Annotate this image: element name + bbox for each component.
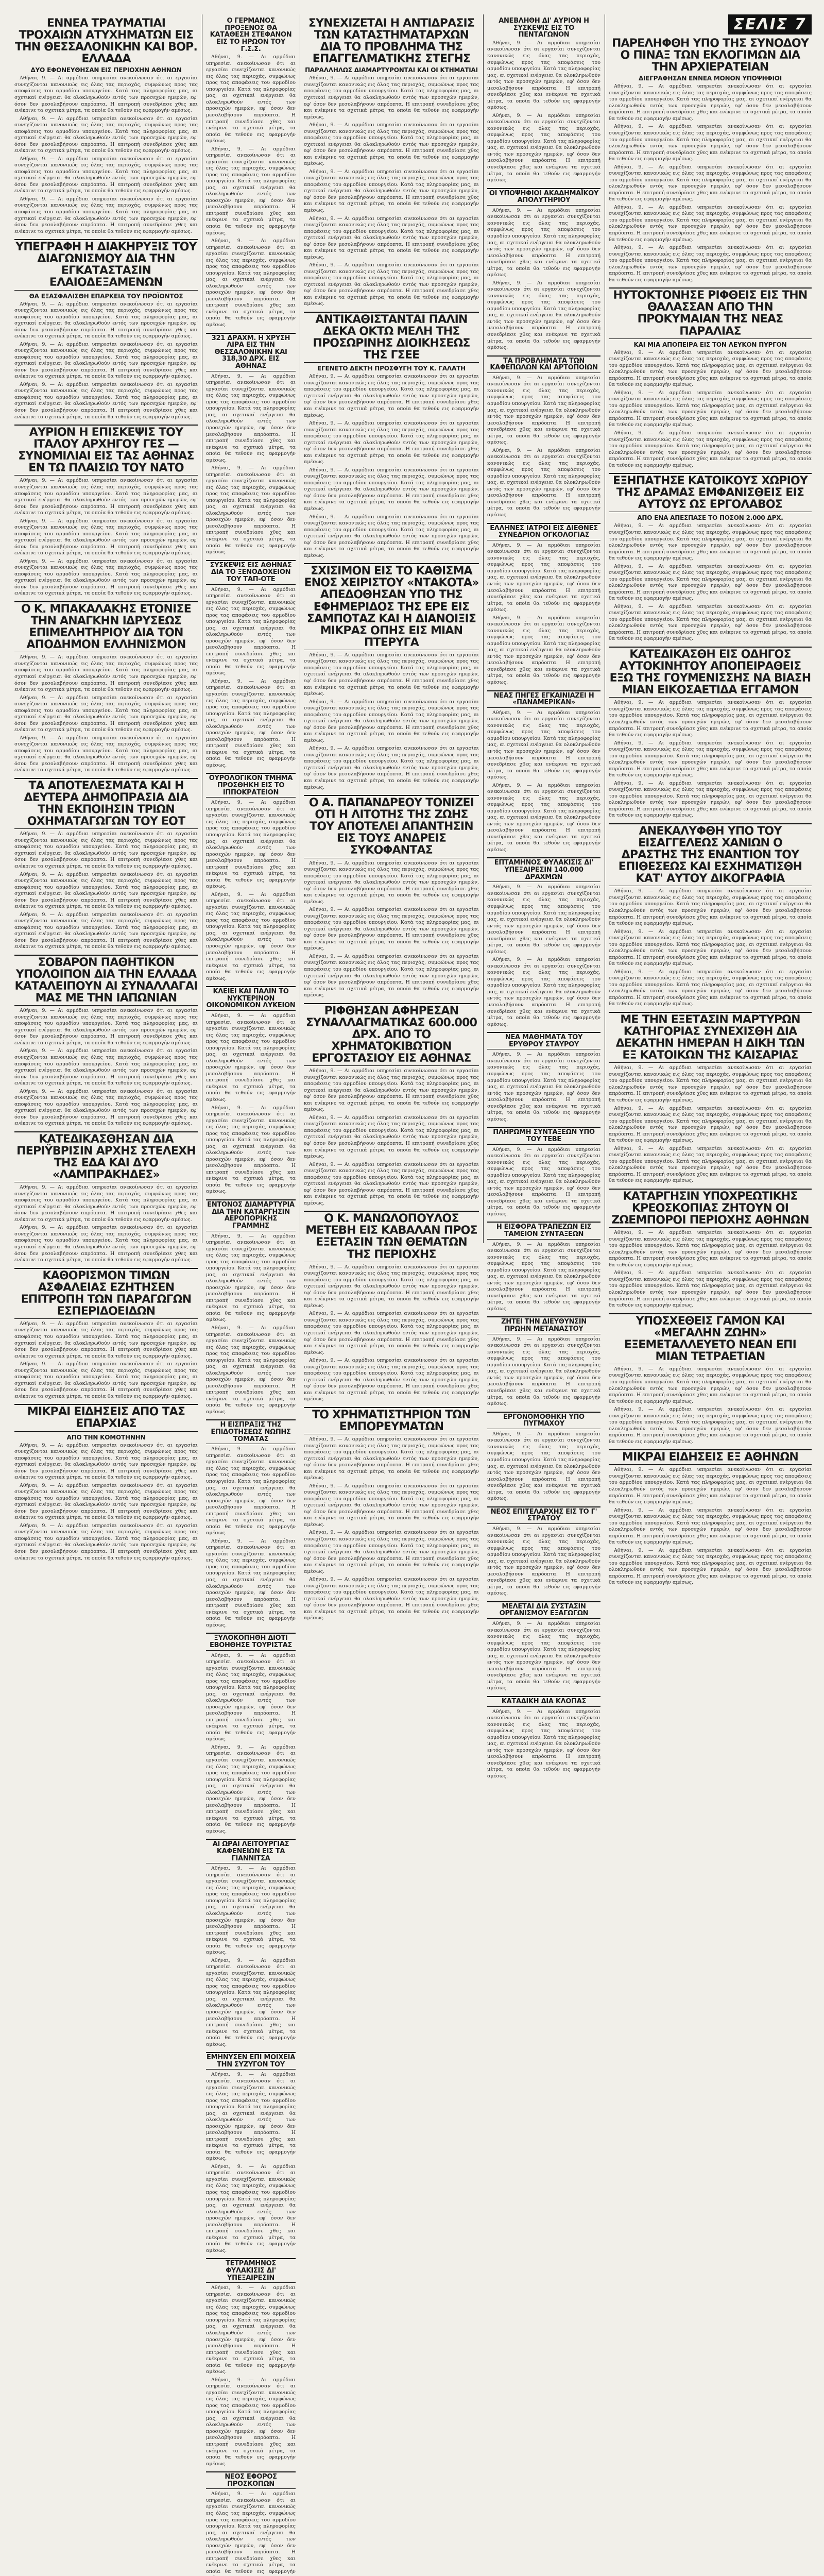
article-paragraph: Αθήναι, 9. — Αι αρμόδιαι υπηρεσίαι ανεκοίνωσαν ότι αι εργασίαι συνεχίζονται κανονικώς εις όλας τας περιοχάς, συμφώνως προς τας αποφάσεις του αρμοδίου υπουργείου. Κατά τας πληροφορίας μας, αι σχετικαί ενέργειαι θα ολοκληρωθούν εντός των προσεχών ημερών, εφ' όσον δεν μεσολαβήσουν απρόοπτα. Η επιτροπή συνεδρίασε χθες και ενέκρινε τα σχετικά μέτρα, τα οποία θα τεθούν εις εφαρμογήν αμέσως. [14,1361,198,1399]
column-3 [300,14,483,1621]
article-paragraph: Αθήναι, 9. — Αι αρμόδιαι υπηρεσίαι ανεκοίνωσαν ότι αι εργασίαι συνεχίζονται κανονικώς εις όλας τας περιοχάς, συμφώνως προς τας αποφάσεις του αρμοδίου υπουργείου. Κατά τας πληροφορίας μας, αι σχετικαί ενέργειαι θα ολοκληρωθούν εντός των προσεχών ημερών, εφ' όσον δεν μεσολαβήσουν απρόοπτα. Η επιτροπή συνεδρίασε χθες και ενέκρινε τα σχετικά μέτρα, τα οποία θα τεθούν εις εφαρμογήν αμέσως. [487,1336,600,1407]
article [206,986,296,1195]
article-headline: ΤΑ ΑΠΟΤΕΛΕΣΜΑΤΑ ΚΑΙ Η ΔΕΥΤΕΡΑ ΔΗΜΟΠΡΑΣΙΑ ΔΙΑ ΤΗΝ ΕΚΠΟΙΗΣΙΝ ΤΡΙΩΝ ΟΧΗΜΑΤΑΓΩΓΩΝ ΤΟΥ ΕΟΤ [14,778,198,829]
article-paragraph: Αθήναι, 9. — Αι αρμόδιαι υπηρεσίαι ανεκοίνωσαν ότι αι εργασίαι συνεχίζονται κανονικώς εις όλας τας περιοχάς, συμφώνως προς τας αποφάσεις του αρμοδίου υπουργείου. Κατά τας πληροφορίας μας, αι σχετικαί ενέργειαι θα ολοκληρωθούν εντός των προσεχών ημερών, εφ' όσον δεν μεσολαβήσουν απρόοπτα. Η επιτροπή συνεδρίασε χθες και ενέκρινε τα σχετικά μέτρα, τα οποία θα τεθούν εις εφαρμογήν αμέσως. [609,124,812,162]
column-5 [605,14,816,1586]
article-paragraph: Αθήναι, 9. — Αι αρμόδιαι υπηρεσίαι ανεκοίνωσαν ότι αι εργασίαι συνεχίζονται κανονικώς εις όλας τας περιοχάς, συμφώνως προς τας αποφάσεις του αρμοδίου υπουργείου. Κατά τας πληροφορίας μας, αι σχετικαί ενέργειαι θα ολοκληρωθούν εντός των προσεχών ημερών, εφ' όσον δεν μεσολαβήσουν απρόοπτα. Η επιτροπή συνεδρίασε χθες και ενέκρινε τα σχετικά μέτρα, τα οποία θα τεθούν εις εφαρμογήν αμέσως. [206,1325,296,1415]
article-body [206,2491,296,2576]
article-headline: ΑΝΤΙΚΑΘΙΣΤΑΝΤΑΙ ΠΑΛΙΝ ΔΕΚΑ ΟΚΤΩ ΜΕΛΗ ΤΗΣ ΠΡΟΣΩΡΙΝΗΣ ΔΙΟΙΚΗΣΕΩΣ ΤΗΣ ΓΣΕΕ [304,312,479,363]
article-body [14,1008,198,1127]
article-paragraph: Αθήναι, 9. — Αι αρμόδιαι υπηρεσίαι ανεκοίνωσαν ότι αι εργασίαι συνεχίζονται κανονικώς εις όλας τας περιοχάς, συμφώνως προς τας αποφάσεις του αρμοδίου υπουργείου. Κατά τας πληροφορίας μας, αι σχετικαί ενέργειαι θα ολοκληρωθούν εντός των προσεχών ημερών, εφ' όσον δεν μεσολαβήσουν απρόοπτα. Η επιτροπή συνεδρίασε χθες και ενέκρινε τα σχετικά μέτρα, τα οποία θα τεθούν εις εφαρμογήν αμέσως. [487,1146,600,1217]
article-body [609,1065,812,1184]
article-headline: Η ΕΙΣΦΟΡΑ ΤΡΑΠΕΖΩΝ ΕΙΣ ΤΑΜΕΙΟΝ ΣΥΝΤΑΞΕΩΝ [487,1222,600,1239]
article-headline: ΜΙΚΡΑΙ ΕΙΔΗΣΕΙΣ ΑΠΟ ΤΑΣ ΕΠΑΡΧΙΑΣ [14,1404,198,1431]
article-body [206,1013,296,1195]
article-paragraph: Αθήναι, 9. — Αι αρμόδιαι υπηρεσίαι ανεκοίνωσαν ότι αι εργασίαι συνεχίζονται κανονικώς εις όλας τας περιοχάς, συμφώνως προς τας αποφάσεις του αρμοδίου υπουργείου. Κατά τας πληροφορίας μας, αι σχετικαί ενέργειαι θα ολοκληρωθούν εντός των προσεχών ημερών, εφ' όσον δεν μεσολαβήσουν απρόοπτα. Η επιτροπή συνεδρίασε χθες και ενέκρινε τα σχετικά μέτρα, τα οποία θα τεθούν εις εφαρμογήν αμέσως. [14,196,198,234]
article [206,560,296,769]
article [14,955,198,1127]
article [14,778,198,951]
article-headline: ΕΛΛΗΝΕΣ ΙΑΤΡΟΙ ΕΙΣ ΔΙΕΘΝΕΣ ΣΥΝΕΔΡΙΟΝ ΟΓΚΟΛΟΓΙΑΣ [487,523,600,540]
article-paragraph: Αθήναι, 9. — Αι αρμόδιαι υπηρεσίαι ανεκοίνωσαν ότι αι εργασίαι συνεχίζονται κανονικώς εις όλας τας περιοχάς, συμφώνως προς τας αποφάσεις του αρμοδίου υπουργείου. Κατά τας πληροφορίας μας, αι σχετικαί ενέργειαι θα ολοκληρωθούν εντός των προσεχών ημερών, εφ' όσον δεν μεσολαβήσουν απρόοπτα. Η επιτροπή συνεδρίασε χθες και ενέκρινε τα σχετικά μέτρα, τα οποία θα τεθούν εις εφαρμογήν αμέσως. [206,465,296,555]
article-paragraph: Αθήναι, 9. — Αι αρμόδιαι υπηρεσίαι ανεκοίνωσαν ότι αι εργασίαι συνεχίζονται κανονικώς εις όλας τας περιοχάς, συμφώνως προς τας αποφάσεις του αρμοδίου υπουργείου. Κατά τας πληροφορίας μας, αι σχετικαί ενέργειαι θα ολοκληρωθούν εντός των προσεχών ημερών, εφ' όσον δεν μεσολαβήσουν απρόοπτα. Η επιτροπή συνεδρίασε χθες και ενέκρινε τα σχετικά μέτρα, τα οποία θα τεθούν εις εφαρμογήν αμέσως. [206,1866,296,1956]
article [487,188,600,351]
article-paragraph: Αθήναι, 9. — Αι αρμόδιαι υπηρεσίαι ανεκοίνωσαν ότι αι εργασίαι συνεχίζονται κανονικώς εις όλας τας περιοχάς, συμφώνως προς τας αποφάσεις του αρμοδίου υπουργείου. Κατά τας πληροφορίας μας, αι σχετικαί ενέργειαι θα ολοκληρωθούν εντός των προσεχών ημερών, εφ' όσον δεν μεσολαβήσουν απρόοπτα. Η επιτροπή συνεδρίασε χθες και ενέκρινε τα σχετικά μέτρα, τα οποία θα τεθούν εις εφαρμογήν αμέσως. [609,740,812,778]
article-body [14,1184,198,1263]
article-paragraph: Αθήναι, 9. — Αι αρμόδιαι υπηρεσίαι ανεκοίνωσαν ότι αι εργασίαι συνεχίζονται κανονικώς εις όλας τας περιοχάς, συμφώνως προς τας αποφάσεις του αρμοδίου υπουργείου. Κατά τας πληροφορίας μας, αι σχετικαί ενέργειαι θα ολοκληρωθούν εντός των προσεχών ημερών, εφ' όσον δεν μεσολαβήσουν απρόοπτα. Η επιτροπή συνεδρίασε χθες και ενέκρινε τα σχετικά μέτρα, τα οποία θα τεθούν εις εφαρμογήν αμέσως. [487,280,600,351]
article-paragraph: Αθήναι, 9. — Αι αρμόδιαι υπηρεσίαι ανεκοίνωσαν ότι αι εργασίαι συνεχίζονται κανονικώς εις όλας τας περιοχάς, συμφώνως προς τας αποφάσεις του αρμοδίου υπουργείου. Κατά τας πληροφορίας μας, αι σχετικαί ενέργειαι θα ολοκληρωθούν εντός των προσεχών ημερών, εφ' όσον δεν μεσολαβήσουν απρόοπτα. Η επιτροπή συνεδρίασε χθες και ενέκρινε τα σχετικά μέτρα, τα οποία θα τεθούν εις εφαρμογήν αμέσως. [206,2285,296,2375]
article [206,2052,296,2254]
article-paragraph: Αθήναι, 9. — Αι αρμόδιαι υπηρεσίαι ανεκοίνωσαν ότι αι εργασίαι συνεχίζονται κανονικώς εις όλας τας περιοχάς, συμφώνως προς τας αποφάσεις του αρμοδίου υπουργείου. Κατά τας πληροφορίας μας, αι σχετικαί ενέργειαι θα ολοκληρωθούν εντός των προσεχών ημερών, εφ' όσον δεν μεσολαβήσουν απρόοπτα. Η επιτροπή συνεδρίασε χθες και ενέκρινε τα σχετικά μέτρα, τα οποία θα τεθούν εις εφαρμογήν αμέσως. [14,341,198,380]
article-headline: ΑΙ ΩΡΑΙ ΛΕΙΤΟΥΡΓΙΑΣ ΚΑΦΕΝΕΙΩΝ ΕΙΣ ΤΑ ΓΙΑΝΝΙΤΣΑ [206,1839,296,1863]
article-body [487,710,600,854]
article [304,18,479,308]
article-headline: ΑΝΕΚΑΛΥΦΘΗ ΥΠΟ ΤΟΥ ΕΙΣΑΓΓΕΛΕΩΣ ΧΑΝΙΩΝ Ο ΔΡΑΣΤΗΣ ΤΗΣ ΕΝΑΝΤΙΟΝ ΤΟΥ ΕΠΙΘΕΣΕΩΣ ΚΑΙ ΕΣΧΗΜΑΤΙΣΘΗ ΚΑΤ' ΑΥΤΟΥ ΔΙΚΟΓΡΑΦΙΑ [609,823,812,886]
article-paragraph: Αθήναι, 9. — Αι αρμόδιαι υπηρεσίαι ανεκοίνωσαν ότι αι εργασίαι συνεχίζονται κανονικώς εις όλας τας περιοχάς, συμφώνως προς τας αποφάσεις του αρμοδίου υπουργείου. Κατά τας πληροφορίας μας, αι σχετικαί ενέργειαι θα ολοκληρωθούν εντός των προσεχών ημερών, εφ' όσον δεν μεσολαβήσουν απρόοπτα. Η επιτροπή συνεδρίασε χθες και ενέκρινε τα σχετικά μέτρα, τα οποία θα τεθούν εις εφαρμογήν αμέσως. [304,1068,479,1113]
article-paragraph: Αθήναι, 9. — Αι αρμόδιαι υπηρεσίαι ανεκοίνωσαν ότι αι εργασίαι συνεχίζονται κανονικώς εις όλας τας περιοχάς, συμφώνως προς τας αποφάσεις του αρμοδίου υπουργείου. Κατά τας πληροφορίας μας, αι σχετικαί ενέργειαι θα ολοκληρωθούν εντός των προσεχών ημερών, εφ' όσον δεν μεσολαβήσουν απρόοπτα. Η επιτροπή συνεδρίασε χθες και ενέκρινε τα σχετικά μέτρα, τα οποία θα τεθούν εις εφαρμογήν αμέσως. [609,780,812,819]
article [487,1696,600,1780]
article-body [487,40,600,184]
article [206,773,296,982]
article [609,647,812,819]
article [304,1211,479,1403]
article [206,2258,296,2467]
article-paragraph: Αθήναι, 9. — Αι αρμόδιαι υπηρεσίαι ανεκοίνωσαν ότι αι εργασίαι συνεχίζονται κανονικώς εις όλας τας περιοχάς, συμφώνως προς τας αποφάσεις του αρμοδίου υπουργείου. Κατά τας πληροφορίας μας, αι σχετικαί ενέργειαι θα ολοκληρωθούν εντός των προσεχών ημερών, εφ' όσον δεν μεσολαβήσουν απρόοπτα. Η επιτροπή συνεδρίασε χθες και ενέκρινε τα σχετικά μέτρα, τα οποία θα τεθούν εις εφαρμογήν αμέσως. [304,1358,479,1402]
column-2 [202,14,300,2574]
article-body [206,587,296,769]
article-paragraph: Αθήναι, 9. — Αι αρμόδιαι υπηρεσίαι ανεκοίνωσαν ότι αι εργασίαι συνεχίζονται κανονικώς εις όλας τας περιοχάς, συμφώνως προς τας αποφάσεις του αρμοδίου υπουργείου. Κατά τας πληροφορίας μας, αι σχετικαί ενέργειαι θα ολοκληρωθούν εντός των προσεχών ημερών, εφ' όσον δεν μεσολαβήσουν απρόοπτα. Η επιτροπή συνεδρίασε χθες και ενέκρινε τα σχετικά μέτρα, τα οποία θα τεθούν εις εφαρμογήν αμέσως. [487,40,600,111]
article-body [304,1436,479,1622]
article-headline: ΚΑΘΟΡΙΣΜΟΝ ΤΙΜΩΝ ΑΣΦΑΛΕΙΑΣ ΕΖΗΤΗΣΕΝ ΕΠΙΤΡΟΠΗ ΤΩΝ ΠΑΡΑΓΩΓΩΝ ΕΣΠΕΡΙΔΟΕΙΔΩΝ [14,1268,198,1319]
article-headline: ΤΟ ΧΡΗΜΑΤΙΣΤΗΡΙΟΝ ΤΩΝ ΕΜΠΟΡΕΥΜΑΤΩΝ [304,1407,479,1434]
article-paragraph: Αθήναι, 9. — Αι αρμόδιαι υπηρεσίαι ανεκοίνωσαν ότι αι εργασίαι συνεχίζονται κανονικώς εις όλας τας περιοχάς, συμφώνως προς τας αποφάσεις του αρμοδίου υπουργείου. Κατά τας πληροφορίας μας, αι σχετικαί ενέργειαι θα ολοκληρωθούν εντός των προσεχών ημερών, εφ' όσον δεν μεσολαβήσουν απρόοπτα. Η επιτροπή συνεδρίασε χθες και ενέκρινε τα σχετικά μέτρα, τα οποία θα τεθούν εις εφαρμογήν αμέσως. [487,1431,600,1502]
article-paragraph: Αθήναι, 9. — Αι αρμόδιαι υπηρεσίαι ανεκοίνωσαν ότι αι εργασίαι συνεχίζονται κανονικώς εις όλας τας περιοχάς, συμφώνως προς τας αποφάσεις του αρμοδίου υπουργείου. Κατά τας πληροφορίας μας, αι σχετικαί ενέργειαι θα ολοκληρωθούν εντός των προσεχών ημερών, εφ' όσον δεν μεσολαβήσουν απρόοπτα. Η επιτροπή συνεδρίασε χθες και ενέκρινε τα σχετικά μέτρα, τα οποία θα τεθούν εις εφαρμογήν αμέσως. [487,112,600,183]
article-paragraph: Αθήναι, 9. — Αι αρμόδιαι υπηρεσίαι ανεκοίνωσαν ότι αι εργασίαι συνεχίζονται κανονικώς εις όλας τας περιοχάς, συμφώνως προς τας αποφάσεις του αρμοδίου υπουργείου. Κατά τας πληροφορίας μας, αι σχετικαί ενέργειαι θα ολοκληρωθούν εντός των προσεχών ημερών, εφ' όσον δεν μεσολαβήσουν απρόοπτα. Η επιτροπή συνεδρίασε χθες και ενέκρινε τα σχετικά μέτρα, τα οποία θα τεθούν εις εφαρμογήν [206,2491,296,2574]
article-paragraph: Αθήναι, 9. — Αι αρμόδιαι υπηρεσίαι ανεκοίνωσαν ότι αι εργασίαι συνεχίζονται κανονικώς εις όλας τας περιοχάς, συμφώνως προς τας αποφάσεις του αρμοδίου υπουργείου. Κατά τας πληροφορίας μας, αι σχετικαί ενέργειαι θα ολοκληρωθούν εντός των προσεχών ημερών, εφ' όσον δεν μεσολαβήσουν απρόοπτα. Η επιτροπή συνεδρίασε χθες και ενέκρινε τα σχετικά μέτρα, τα οποία θα τεθούν εις εφαρμογήν αμέσως. [14,735,198,773]
article [487,1316,600,1407]
article [14,239,198,420]
article [487,857,600,1028]
article [609,1189,812,1309]
article-paragraph: Αθήναι, 9. — Αι αρμόδιαι υπηρεσίαι ανεκοίνωσαν ότι αι εργασίαι συνεχίζονται κανονικώς εις όλας τας περιοχάς, συμφώνως προς τας αποφάσεις του αρμοδίου υπουργείου. Κατά τας πληροφορίας μας, αι σχετικαί ενέργειαι θα ολοκληρωθούν εντός των προσεχών ημερών, εφ' όσον δεν μεσολαβήσουν απρόοπτα. Η επιτροπή συνεδρίασε χθες και ενέκρινε τα σχετικά μέτρα, τα οποία θα τεθούν εις εφαρμογήν αμέσως. [14,694,198,733]
article-headline: ΕΝΤΟΝΟΣ ΔΙΑΜΑΡΤΥΡΙΑ ΔΙΑ ΤΗΝ ΚΑΤΑΡΓΗΣΙΝ ΑΕΡΟΠΟΡΙΚΗΣ ΓΡΑΜΜΗΣ [206,1199,296,1231]
article-body [206,374,296,556]
article [206,18,296,329]
article [487,1032,600,1123]
article-paragraph: Αθήναι, 9. — Αι αρμόδιαι υπηρεσίαι ανεκοίνωσαν ότι αι εργασίαι συνεχίζονται κανονικώς εις όλας τας περιοχάς, συμφώνως προς τας αποφάσεις του αρμοδίου υπουργείου. Κατά τας πληροφορίας μας, αι σχετικαί ενέργειαι θα ολοκληρωθούν εντός των προσεχών ημερών, εφ' όσον δεν μεσολαβήσουν απρόοπτα. Η επιτροπή συνεδρίασε χθες και ενέκρινε τα σχετικά μέτρα, τα οποία θα τεθούν εις εφαρμογήν αμέσως. [609,969,812,1007]
article-paragraph: Αθήναι, 9. — Αι αρμόδιαι υπηρεσίαι ανεκοίνωσαν ότι αι εργασίαι συνεχίζονται κανονικώς εις όλας τας περιοχάς, συμφώνως προς τας αποφάσεις του αρμοδίου υπουργείου. Κατά τας πληροφορίας μας, αι σχετικαί ενέργειαι θα ολοκληρωθούν εντός των προσεχών ημερών, εφ' όσον δεν μεσολαβήσουν απρόοπτα. Η επιτροπή συνεδρίασε χθες και ενέκρινε τα σχετικά μέτρα, τα οποία θα τεθούν εις εφαρμογήν αμέσως. [487,542,600,613]
article-paragraph: Αθήναι, 9. — Αι αρμόδιαι υπηρεσίαι ανεκοίνωσαν ότι αι εργασίαι συνεχίζονται κανονικώς εις όλας τας περιοχάς, συμφώνως προς τας αποφάσεις του αρμοδίου υπουργείου. Κατά τας πληροφορίας μας, αι σχετικαί ενέργειαι θα ολοκληρωθούν εντός των προσεχών ημερών, εφ' όσον δεν μεσολαβήσουν απρόοπτα. Η επιτροπή συνεδρίασε χθες και ενέκρινε τα σχετικά μέτρα, τα οποία θα τεθούν εις εφαρμογήν αμέσως. [609,1105,812,1144]
article-paragraph: Αθήναι, 9. — Αι αρμόδιαι υπηρεσίαι ανεκοίνωσαν ότι αι εργασίαι συνεχίζονται κανονικώς εις όλας τας περιοχάς, συμφώνως προς τας αποφάσεις του αρμοδίου υπουργείου. Κατά τας πληροφορίας μας, αι σχετικαί ενέργειαι θα ολοκληρωθούν εντός των προσεχών ημερών, εφ' όσον δεν μεσολαβήσουν απρόοπτα. Η επιτροπή συνεδρίασε χθες και ενέκρινε τα σχετικά μέτρα, τα οποία θα τεθούν εις εφαρμογήν αμέσως. [487,615,600,685]
article-paragraph: Αθήναι, 9. — Αι αρμόδιαι υπηρεσίαι ανεκοίνωσαν ότι αι εργασίαι συνεχίζονται κανονικώς εις όλας τας περιοχάς, συμφώνως προς τας αποφάσεις του αρμοδίου υπουργείου. Κατά τας πληροφορίας μας, αι σχετικαί ενέργειαι θα ολοκληρωθούν εντός των προσεχών ημερών, εφ' όσον δεν μεσολαβήσουν απρόοπτα. Η επιτροπή συνεδρίασε χθες και ενέκρινε τα σχετικά μέτρα, τα οποία θα τεθούν εις εφαρμογήν αμέσως. [304,699,479,743]
article-body [609,888,812,1008]
article-body [206,800,296,982]
article-paragraph: Αθήναι, 9. — Αι αρμόδιαι υπηρεσίαι ανεκοίνωσαν ότι αι εργασίαι συνεχίζονται κανονικώς εις όλας τας περιοχάς, συμφώνως προς τας αποφάσεις του αρμοδίου υπουργείου. Κατά τας πληροφορίας μας, αι σχετικαί ενέργειαι θα ολοκληρωθούν εντός των προσεχών ημερών, εφ' όσον δεν μεσολαβήσουν απρόοπτα. Η επιτροπή συνεδρίασε χθες και ενέκρινε τα σχετικά μέτρα, τα οποία θα τεθούν εις εφαρμογήν αμέσως. [487,375,600,446]
article-paragraph: Αθήναι, 9. — Αι αρμόδιαι υπηρεσίαι ανεκοίνωσαν ότι αι εργασίαι συνεχίζονται κανονικώς εις όλας τας περιοχάς, συμφώνως προς τας αποφάσεις του αρμοδίου υπουργείου. Κατά τας πληροφορίας μας, αι σχετικαί ενέργειαι θα ολοκληρωθούν εντός των προσεχών ημερών, εφ' όσον δεν μεσολαβήσουν απρόοπτα. Η επιτροπή συνεδρίασε χθες και ενέκρινε τα σχετικά μέτρα, τα οποία θα τεθούν εις εφαρμογήν αμέσως. [609,430,812,468]
article [206,1839,296,2048]
article-headline: ΗΥΤΟΚΤΟΝΗΣΕ ΡΙΦΘΕΙΣ ΕΙΣ ΤΗΝ ΘΑΛΑΣΣΑΝ ΑΠΟ ΤΗΝ ΠΡΟΚΥΜΑΙΑΝ ΤΗΣ ΝΕΑΣ ΠΑΡΑΛΙΑΣ [609,287,812,338]
article [14,1131,198,1264]
article-body [14,1321,198,1400]
article-paragraph: Αθήναι, 9. — Αι αρμόδιαι υπηρεσίαι ανεκοίνωσαν ότι αι εργασίαι συνεχίζονται κανονικώς εις όλας τας περιοχάς, συμφώνως προς τας αποφάσεις του αρμοδίου υπουργείου. Κατά τας πληροφορίας μας, αι σχετικαί ενέργειαι θα ολοκληρωθούν εντός των προσεχών ημερών, εφ' όσον δεν μεσολαβήσουν απρόοπτα. Η επιτροπή συνεδρίασε χθες και ενέκρινε τα σχετικά μέτρα, τα οποία θα τεθούν εις εφαρμογήν αμέσως. [487,957,600,1027]
article-paragraph: Αθήναι, 9. — Αι αρμόδιαι υπηρεσίαι ανεκοίνωσαν ότι αι εργασίαι συνεχίζονται κανονικώς εις όλας τας περιοχάς, συμφώνως προς τας αποφάσεις του αρμοδίου υπουργείου. Κατά τας πληροφορίας μας, αι σχετικαί ενέργειαι θα ολοκληρωθούν εντός των προσεχών ημερών, εφ' όσον δεν μεσολαβήσουν απρόοπτα. Η επιτροπή συνεδρίασε χθες και ενέκρινε τα σχετικά μέτρα, τα οποία θα τεθούν εις εφαρμογήν αμέσως. [609,204,812,243]
article-body [14,478,198,597]
article-paragraph: Αθήναι, 9. — Αι αρμόδιαι υπηρεσίαι ανεκοίνωσαν ότι αι εργασίαι συνεχίζονται κανονικώς εις όλας τας περιοχάς, συμφώνως προς τας αποφάσεις του αρμοδίου υπουργείου. Κατά τας πληροφορίας μας, αι σχετικαί ενέργειαι θα ολοκληρωθούν εντός των προσεχών ημερών, εφ' όσον δεν μεσολαβήσουν απρόοπτα. Η επιτροπή συνεδρίασε χθες και ενέκρινε τα σχετικά μέτρα, τα οποία θα τεθούν εις εφαρμογήν αμέσως. [609,1270,812,1309]
article-body [14,301,198,421]
article-paragraph: Αθήναι, 9. — Αι αρμόδιαι υπηρεσίαι ανεκοίνωσαν ότι αι εργασίαι συνεχίζονται κανονικώς εις όλας τας περιοχάς, συμφώνως προς τας αποφάσεις του αρμοδίου υπουργείου. Κατά τας πληροφορίας μας, αι σχετικαί ενέργειαι θα ολοκληρωθούν εντός των προσεχών ημερών, εφ' όσον δεν μεσολαβήσουν απρόοπτα. Η επιτροπή συνεδρίασε χθες και ενέκρινε τα σχετικά μέτρα, τα οποία θα τεθούν εις εφαρμογήν αμέσως. [14,871,198,910]
article-headline: ΣΧΙΣΙΜΟΝ ΕΙΣ ΤΟ ΚΑΘΙΣΜΑ ΕΝΟΣ ΧΕΙΡΙΣΤΟΥ «ΝΤΑΚΟΤΑ» ΑΠΕΔΟΘΗΣΑΝ ΥΠΟ ΤΗΣ ΕΦΗΜΕΡΙΔΟΣ ΤΗΣ ΕΡΕ ΕΙΣ ΣΑΜΠΟΤΑΖ ΚΑΙ Η ΔΙΑΝΟΙΞΙΣ ΜΙΚΡΑΣ ΟΠΗΣ ΕΙΣ ΜΙΑΝ ΠΤΕΡΥΓΑ [304,563,479,650]
article-headline: ΣΟΒΑΡΟΝ ΠΑΘΗΤΙΚΟΝ ΥΠΟΛΟΙΠΟΝ ΔΙΑ ΤΗΝ ΕΛΛΑΔΑ ΚΑΤΑΛΕΙΠΟΥΝ ΑΙ ΣΥΝΑΛΛΑΓΑΙ ΜΑΣ ΜΕ ΤΗΝ ΙΑΠΩΝΙΑΝ [14,955,198,1006]
article-paragraph: Αθήναι, 9. — Αι αρμόδιαι υπηρεσίαι ανεκοίνωσαν ότι αι εργασίαι συνεχίζονται κανονικώς εις όλας τας περιοχάς, συμφώνως προς τας αποφάσεις του αρμοδίου υπουργείου. Κατά τας πληροφορίας μας, αι σχετικαί ενέργειαι θα ολοκληρωθούν εντός των προσεχών ημερών, εφ' όσον δεν μεσολαβήσουν απρόοπτα. Η επιτροπή συνεδρίασε χθες και ενέκρινε τα σχετικά μέτρα, τα οποία θα τεθούν εις εφαρμογήν αμέσως. [14,1522,198,1561]
article-paragraph: Αθήναι, 9. — Αι αρμόδιαι υπηρεσίαι ανεκοίνωσαν ότι αι εργασίαι συνεχίζονται κανονικώς εις όλας τας περιοχάς, συμφώνως προς τας αποφάσεις του αρμοδίου υπουργείου. Κατά τας πληροφορίας μας, αι σχετικαί ενέργειαι θα ολοκληρωθούν εντός των προσεχών ημερών, εφ' όσον δεν μεσολαβήσουν απρόοπτα. Η επιτροπή συνεδρίασε χθες και ενέκρινε τα σχετικά μέτρα, τα οποία θα τεθούν εις εφαρμογήν αμέσως. [14,831,198,869]
article [14,1268,198,1400]
article-paragraph: Αθήναι, 9. — Αι αρμόδιαι υπηρεσίαι ανεκοίνωσαν ότι αι εργασίαι συνεχίζονται κανονικώς εις όλας τας περιοχάς, συμφώνως προς τας αποφάσεις του αρμοδίου υπουργείου. Κατά τας πληροφορίας μας, αι σχετικαί ενέργειαι θα ολοκληρωθούν εντός των προσεχών ημερών, εφ' όσον δεν μεσολαβήσουν απρόοπτα. Η επιτροπή συνεδρίασε χθες και ενέκρινε τα σχετικά μέτρα, τα οποία θα τεθούν εις εφαρμογήν αμέσως. [14,1088,198,1127]
article-subheadline: ΚΑΙ ΜΙΑ ΑΠΟΠΕΙΡΑ ΕΙΣ ΤΟΝ ΛΕΥΚΟΝ ΠΥΡΓΟΝ [633,341,787,348]
article-paragraph: Αθήναι, 9. — Αι αρμόδιαι υπηρεσίαι ανεκοίνωσαν ότι αι εργασίαι συνεχίζονται κανονικώς εις όλας τας περιοχάς, συμφώνως προς τας αποφάσεις του αρμοδίου υπουργείου. Κατά τας πληροφορίας μας, αι σχετικαί ενέργειαι θα ολοκληρωθούν εντός των προσεχών ημερών, εφ' όσον δεν μεσολαβήσουν απρόοπτα. Η επιτροπή συνεδρίασε χθες και ενέκρινε τα σχετικά μέτρα, τα οποία θα τεθούν εις εφαρμογήν αμέσως. [304,122,479,167]
article-paragraph: Αθήναι, 9. — Αι αρμόδιαι υπηρεσίαι ανεκοίνωσαν ότι αι εργασίαι συνεχίζονται κανονικώς εις όλας τας περιοχάς, συμφώνως προς τας αποφάσεις του αρμοδίου υπουργείου. Κατά τας πληροφορίας μας, αι σχετικαί ενέργειαι θα ολοκληρωθούν εντός των προσεχών ημερών, εφ' όσον δεν μεσολαβήσουν απρόοπτα. Η επιτροπή συνεδρίασε χθες και ενέκρινε τα σχετικά μέτρα, τα οποία θα τεθούν εις εφαρμογήν αμέσως. [206,1105,296,1195]
article-body [206,54,296,328]
article-paragraph: Αθήναι, 9. — Αι αρμόδιαι υπηρεσίαι ανεκοίνωσαν ότι αι εργασίαι συνεχίζονται κανονικώς εις όλας τας περιοχάς, συμφώνως προς τας αποφάσεις του αρμοδίου υπουργείου. Κατά τας πληροφορίας μας, αι σχετικαί ενέργειαι θα ολοκληρωθούν εντός των προσεχών ημερών, εφ' όσον δεν μεσολαβήσουν απρόοπτα. Η επιτροπή συνεδρίασε χθες και ενέκρινε τα σχετικά μέτρα, τα οποία θα τεθούν εις εφαρμογήν αμέσως. [304,745,479,790]
article-body [487,1431,600,1502]
article-body [304,1264,479,1403]
article-paragraph: Αθήναι, 9. — Αι αρμόδιαι υπηρεσίαι ανεκοίνωσαν ότι αι εργασίαι συνεχίζονται κανονικώς εις όλας τας περιοχάς, συμφώνως προς τας αποφάσεις του αρμοδίου υπουργείου. Κατά τας πληροφορίας μας, αι σχετικαί ενέργειαι θα ολοκληρωθούν εντός των προσεχών ημερών, εφ' όσον δεν μεσολαβήσουν απρόοπτα. Η επιτροπή συνεδρίασε χθες και ενέκρινε τα σχετικά μέτρα, τα οποία θα τεθούν εις εφαρμογήν αμέσως. [304,1483,479,1528]
article-headline: ΝΕΟΣ ΕΦΟΡΟΣ ΠΡΟΣΚΟΠΩΝ [206,2471,296,2489]
article-paragraph: Αθήναι, 9. — Αι αρμόδιαι υπηρεσίαι ανεκοίνωσαν ότι αι εργασίαι συνεχίζονται κανονικώς εις όλας τας περιοχάς, συμφώνως προς τας αποφάσεις του αρμοδίου υπουργείου. Κατά τας πληροφορίας μας, αι σχετικαί ενέργειαι θα ολοκληρωθούν εντός των προσεχών ημερών, εφ' όσον δεν μεσολαβήσουν απρόοπτα. Η επιτροπή συνεδρίασε χθες και ενέκρινε τα σχετικά μέτρα, τα οποία θα τεθούν εις εφαρμογήν αμέσως. [206,586,296,676]
article-paragraph: Αθήναι, 9. — Αι αρμόδιαι υπηρεσίαι ανεκοίνωσαν ότι αι εργασίαι συνεχίζονται κανονικώς εις όλας τας περιοχάς, συμφώνως προς τας αποφάσεις του αρμοδίου υπουργείου. Κατά τας πληροφορίας μας, αι σχετικαί ενέργειαι θα ολοκληρωθούν εντός των προσεχών ημερών, εφ' όσον δεν μεσολαβήσουν απρόοπτα. Η επιτροπή συνεδρίασε χθες και ενέκρινε τα σχετικά μέτρα, τα οποία θα τεθούν εις εφαρμογήν αμέσως. [609,928,812,967]
article-paragraph: Αθήναι, 9. — Αι αρμόδιαι υπηρεσίαι ανεκοίνωσαν ότι αι εργασίαι συνεχίζονται κανονικώς εις όλας τας περιοχάς, συμφώνως προς τας αποφάσεις του αρμοδίου υπουργείου. Κατά τας πληροφορίας μας, αι σχετικαί ενέργειαι θα ολοκληρωθούν εντός των προσεχών ημερών, εφ' όσον δεν μεσολαβήσουν απρόοπτα. Η επιτροπή συνεδρίασε χθες και ενέκρινε τα σχετικά μέτρα, τα οποία θα τεθούν εις εφαρμογήν αμέσως. [487,1052,600,1122]
article-body [206,1866,296,2048]
article-headline: ΣΥΝΕΧΙΖΕΤΑΙ Η ΑΝΤΙΔΡΑΣΙΣ ΤΩΝ ΚΑΤΑΣΤΗΜΑΤΑΡΧΩΝ ΔΙΑ ΤΟ ΠΡΟΒΛΗΜΑ ΤΗΣ ΕΠΑΓΓΕΛΜΑΤΙΚΗΣ ΣΤΕΓΗΣ [308,17,475,66]
article-paragraph: Αθήναι, 9. — Αι αρμόδιαι υπηρεσίαι ανεκοίνωσαν ότι αι εργασίαι συνεχίζονται κανονικώς εις όλας τας περιοχάς, συμφώνως προς τας αποφάσεις του αρμοδίου υπουργείου. Κατά τας πληροφορίας μας, αι σχετικαί ενέργειαι θα ολοκληρωθούν εντός των προσεχών ημερών, εφ' όσον δεν μεσολαβήσουν απρόοπτα. Η επιτροπή συνεδρίασε χθες και ενέκρινε τα σχετικά μέτρα, τα οποία θα τεθούν εις εφαρμογήν αμέσως. [304,215,479,260]
article [206,1633,296,1835]
article-paragraph: Αθήναι, 9. — Αι αρμόδιαι υπηρεσίαι ανεκοίνωσαν ότι αι εργασίαι συνεχίζονται κανονικώς εις όλας τας περιοχάς, συμφώνως προς τας αποφάσεις του αρμοδίου υπουργείου. Κατά τας πληροφορίας μας, αι σχετικαί ενέργειαι θα ολοκληρωθούν εντός των προσεχών ημερών, εφ' όσον δεν μεσολαβήσουν απρόοπτα. Η επιτροπή συνεδρίασε χθες και ενέκρινε τα σχετικά μέτρα, τα οποία θα τεθούν εις εφαρμογήν αμέσως. [304,75,479,120]
article-paragraph: Αθήναι, 9. — Αι αρμόδιαι υπηρεσίαι ανεκοίνωσαν ότι αι εργασίαι συνεχίζονται κανονικώς εις όλας τας περιοχάς, συμφώνως προς τας αποφάσεις του αρμοδίου υπουργείου. Κατά τας πληροφορίας μας, αι σχετικαί ενέργειαι θα ολοκληρωθούν εντός των προσεχών ημερών, εφ' όσον δεν μεσολαβήσουν απρόοπτα. Η επιτροπή συνεδρίασε χθες και ενέκρινε τα σχετικά μέτρα, τα οποία θα τεθούν εις εφαρμογήν αμέσως. [206,1013,296,1103]
article-paragraph: Αθήναι, 9. — Αι αρμόδιαι υπηρεσίαι ανεκοίνωσαν ότι αι εργασίαι συνεχίζονται κανονικώς εις όλας τας περιοχάς, συμφώνως προς τας αποφάσεις του αρμοδίου υπουργείου. Κατά τας πληροφορίας μας, αι σχετικαί ενέργειαι θα ολοκληρωθούν εντός των προσεχών ημερών, εφ' όσον δεν μεσολαβήσουν απρόοπτα. Η επιτροπή συνεδρίασε χθες και ενέκρινε τα σχετικά μέτρα, τα οποία θα τεθούν εις εφαρμογήν αμέσως. [14,1225,198,1263]
article-body [487,884,600,1028]
article-paragraph: Αθήναι, 9. — Αι αρμόδιαι υπηρεσίαι ανεκοίνωσαν ότι αι εργασίαι συνεχίζονται κανονικώς εις όλας τας περιοχάς, συμφώνως προς τας αποφάσεις του αρμοδίου υπουργείου. Κατά τας πληροφορίας μας, αι σχετικαί ενέργειαι θα ολοκληρωθούν εντός των προσεχών ημερών, εφ' όσον δεν μεσολαβήσουν απρόοπτα. Η επιτροπή συνεδρίασε χθες και ενέκρινε τα σχετικά μέτρα, τα οποία θα τεθούν εις εφαρμογήν αμέσως. [206,2072,296,2162]
article-paragraph: Αθήναι, 9. — Αι αρμόδιαι υπηρεσίαι ανεκοίνωσαν ότι αι εργασίαι συνεχίζονται κανονικώς εις όλας τας περιοχάς, συμφώνως προς τας αποφάσεις του αρμοδίου υπουργείου. Κατά τας πληροφορίας μας, αι σχετικαί ενέργειαι θα ολοκληρωθούν εντός των προσεχών ημερών, εφ' όσον δεν μεσολαβήσουν απρόοπτα. Η επιτροπή συνεδρίασε χθες και ενέκρινε τα σχετικά μέτρα, τα οποία θα τεθούν εις εφαρμογήν αμέσως. [206,1446,296,1536]
article-body [609,1467,812,1586]
article-paragraph: Αθήναι, 9. — Αι αρμόδιαι υπηρεσίαι ανεκοίνωσαν ότι αι εργασίαι συνεχίζονται κανονικώς εις όλας τας περιοχάς, συμφώνως προς τας αποφάσεις του αρμοδίου υπουργείου. Κατά τας πληροφορίας μας, αι σχετικαί ενέργειαι θα ολοκληρωθούν εντός των προσεχών ημερών, εφ' όσον δεν μεσολαβήσουν απρόοπτα. Η επιτροπή συνεδρίασε χθες και ενέκρινε τα σχετικά μέτρα, τα οποία θα τεθούν εις εφαρμογήν αμέσως. [14,558,198,597]
article-headline: ΤΑ ΠΡΟΒΛΗΜΑΤΑ ΤΩΝ ΚΑΦΕΠΩΛΩΝ ΚΑΙ ΑΡΤΟΠΟΙΩΝ [487,355,600,373]
article-paragraph: Αθήναι, 9. — Αι αρμόδιαι υπηρεσίαι ανεκοίνωσαν ότι αι εργασίαι συνεχίζονται κανονικώς εις όλας τας περιοχάς, συμφώνως προς τας αποφάσεις του αρμοδίου υπουργείου. Κατά τας πληροφορίας μας, αι σχετικαί ενέργειαι θα ολοκληρωθούν εντός των προσεχών ημερών, εφ' όσον δεν μεσολαβήσουν απρόοπτα. Η επιτροπή συνεδρίασε χθες και ενέκρινε τα σχετικά μέτρα, τα οποία θα τεθούν εις εφαρμογήν αμέσως. [609,1507,812,1546]
article-body [14,654,198,774]
article [304,795,479,999]
article-paragraph: Αθήναι, 9. — Αι αρμόδιαι υπηρεσίαι ανεκοίνωσαν ότι αι εργασίαι συνεχίζονται κανονικώς εις όλας τας περιοχάς, συμφώνως προς τας αποφάσεις του αρμοδίου υπουργείου. Κατά τας πληροφορίας μας, αι σχετικαί ενέργειαι θα ολοκληρωθούν εντός των προσεχών ημερών, εφ' όσον δεν μεσολαβήσουν απρόοπτα. Η επιτροπή συνεδρίασε χθες και ενέκρινε τα σχετικά μέτρα, τα οποία θα τεθούν εις εφαρμογήν αμέσως. [304,1436,479,1481]
article-paragraph: Αθήναι, 9. — Αι αρμόδιαι υπηρεσίαι ανεκοίνωσαν ότι αι εργασίαι συνεχίζονται κανονικώς εις όλας τας περιοχάς, συμφώνως προς τας αποφάσεις του αρμοδίου υπουργείου. Κατά τας πληροφορίας μας, αι σχετικαί ενέργειαι θα ολοκληρωθούν εντός των προσεχών ημερών, εφ' όσον δεν μεσολαβήσουν απρόοπτα. Η επιτροπή συνεδρίασε χθες και ενέκρινε τα σχετικά μέτρα, τα οποία θα τεθούν εις εφαρμογήν αμέσως. [304,1161,479,1206]
article-headline: ΣΥΣΚΕΨΙΣ ΕΙΣ ΑΘΗΝΑΣ ΔΙΑ ΤΟ ΞΕΝΟΔΟΧΕΙΟΝ ΤΟΥ ΤΑΠ-ΟΤΕ [206,560,296,585]
article-body [304,374,479,559]
article-body [487,1336,600,1408]
article-paragraph: Αθήναι, 9. — Αι αρμόδιαι υπηρεσίαι ανεκοίνωσαν ότι αι εργασίαι συνεχίζονται κανονικώς εις όλας τας περιοχάς, συμφώνως προς τας αποφάσεις του αρμοδίου υπουργείου. Κατά τας πληροφορίας μας, αι σχετικαί ενέργειαι θα ολοκληρωθούν εντός των προσεχών ημερών, εφ' όσον δεν μεσολαβήσουν απρόοπτα. Η επιτροπή συνεδρίασε χθες και ενέκρινε τα σχετικά μέτρα, τα οποία θα τεθούν εις εφαρμογήν αμέσως. [609,1230,812,1268]
article-paragraph: Αθήναι, 9. — Αι αρμόδιαι υπηρεσίαι ανεκοίνωσαν ότι αι εργασίαι συνεχίζονται κανονικώς εις όλας τας περιοχάς, συμφώνως προς τας αποφάσεις του αρμοδίου υπουργείου. Κατά τας πληροφορίας μας, αι σχετικαί ενέργειαι θα ολοκληρωθούν εντός των προσεχών ημερών, εφ' όσον δεν μεσολαβήσουν απρόοπτα. Η επιτροπή συνεδρίασε χθες και ενέκρινε τα σχετικά μέτρα, τα οποία θα τεθούν εις εφαρμογήν αμέσως. [487,447,600,518]
article-paragraph: Αθήναι, 9. — Αι αρμόδιαι υπηρεσίαι ανεκοίνωσαν ότι αι εργασίαι συνεχίζονται κανονικώς εις όλας τας περιοχάς, συμφώνως προς τας αποφάσεις του αρμοδίου υπουργείου. Κατά τας πληροφορίας μας, αι σχετικαί ενέργειαι θα ολοκληρωθούν εντός των προσεχών ημερών, εφ' όσον δεν μεσολαβήσουν απρόοπτα. Η επιτροπή συνεδρίασε χθες και ενέκρινε τα σχετικά μέτρα, τα οποία θα τεθούν εις εφαρμογήν αμέσως. [609,164,812,202]
article [609,1449,812,1586]
article-paragraph: Αθήναι, 9. — Αι αρμόδιαι υπηρεσίαι ανεκοίνωσαν ότι αι εργασίαι συνεχίζονται κανονικώς εις όλας τας περιοχάς, συμφώνως προς τας αποφάσεις του αρμοδίου υπουργείου. Κατά τας πληροφορίας μας, αι σχετικαί ενέργειαι θα ολοκληρωθούν εντός των προσεχών ημερών, εφ' όσον δεν μεσολαβήσουν απρόοπτα. Η επιτροπή συνεδρίασε χθες και ενέκρινε τα σχετικά μέτρα, τα οποία θα τεθούν εις εφαρμογήν αμέσως. [487,1621,600,1691]
article [487,1601,600,1692]
article-subheadline: ΘΑ ΕΞΑΣΦΑΛΙΣΘΗ ΕΠΑΡΚΕΙΑ ΤΟΥ ΠΡΟΪΟΝΤΟΣ [29,292,183,300]
article-paragraph: Αθήναι, 9. — Αι αρμόδιαι υπηρεσίαι ανεκοίνωσαν ότι αι εργασίαι συνεχίζονται κανονικώς εις όλας τας περιοχάς, συμφώνως προς τας αποφάσεις του αρμοδίου υπουργείου. Κατά τας πληροφορίας μας, αι σχετικαί ενέργειαι θα ολοκληρωθούν εντός των προσεχών ημερών, εφ' όσον δεν μεσολαβήσουν απρόοπτα. Η επιτροπή συνεδρίασε χθες και ενέκρινε τα σχετικά μέτρα, τα οποία θα τεθούν εις εφαρμογήν αμέσως. [609,700,812,738]
article-paragraph: Αθήναι, 9. — Αι αρμόδιαι υπηρεσίαι ανεκοίνωσαν ότι αι εργασίαι συνεχίζονται κανονικώς εις όλας τας περιοχάς, συμφώνως προς τας αποφάσεις του αρμοδίου υπουργείου. Κατά τας πληροφορίας μας, αι σχετικαί ενέργειαι θα ολοκληρωθούν εντός των προσεχών ημερών, εφ' όσον δεν μεσολαβήσουν απρόοπτα. Η επιτροπή συνεδρίασε χθες και ενέκρινε τα σχετικά μέτρα, τα οποία θα τεθούν εις εφαρμογήν αμέσως. [609,349,812,388]
article [487,18,600,184]
article-body [609,1230,812,1309]
article-headline: ΑΥΡΙΟΝ Η ΕΠΙΣΚΕΨΙΣ ΤΟΥ ΙΤΑΛΟΥ ΑΡΧΗΓΟΥ ΓΕΣ — ΣΥΝΟΜΙΛΙΑΙ ΕΙΣ ΤΑΣ ΑΘΗΝΑΣ ΕΝ ΤΩ ΠΛΑΙΣΙΩ ΤΟΥ ΝΑΤΟ [14,425,198,476]
article-subheadline: ΠΑΡΑΛΛΗΛΩΣ ΔΙΑΜΑΡΤΥΡΟΝΤΑΙ ΚΑΙ ΟΙ ΚΤΗΜΑΤΙΑΙ [305,66,478,74]
article-headline: ΜΕΛΕΤΑΙ ΔΙΑ ΣΥΣΤΑΣΙΝ ΟΡΓΑΝΙΣΜΟΥ ΕΞΑΓΩΓΩΝ [487,1601,600,1619]
article-subheadline: ΕΓΕΝΕΤΟ ΔΕΚΤΗ ΠΡΟΣΦΥΓΗ ΤΟΥ Κ. ΓΑΛΑΤΗ [317,365,466,372]
article-paragraph: Αθήναι, 9. — Αι αρμόδιαι υπηρεσίαι ανεκοίνωσαν ότι αι εργασίαι συνεχίζονται κανονικώς εις όλας τας περιοχάς, συμφώνως προς τας αποφάσεις του αρμοδίου υπουργείου. Κατά τας πληροφορίας μας, αι σχετικαί ενέργειαι θα ολοκληρωθούν εντός των προσεχών ημερών, εφ' όσον δεν μεσολαβήσουν απρόοπτα. Η επιτροπή συνεδρίασε χθες και ενέκρινε τα σχετικά μέτρα, τα οποία θα τεθούν εις εφαρμογήν αμέσως. [14,1184,198,1223]
article-paragraph: Αθήναι, 9. — Αι αρμόδιαι υπηρεσίαι ανεκοίνωσαν ότι αι εργασίαι συνεχίζονται κανονικώς εις όλας τας περιοχάς, συμφώνως προς τας αποφάσεις του αρμοδίου υπουργείου. Κατά τας πληροφορίας μας, αι σχετικαί ενέργειαι θα ολοκληρωθούν εντός των προσεχών ημερών, εφ' όσον δεν μεσολαβήσουν απρόοπτα. Η επιτροπή συνεδρίασε χθες και ενέκρινε τα σχετικά μέτρα, τα οποία θα τεθούν εις εφαρμογήν αμέσως. [206,1233,296,1323]
article-paragraph: Αθήναι, 9. — Αι αρμόδιαι υπηρεσίαι ανεκοίνωσαν ότι αι εργασίαι συνεχίζονται κανονικώς εις όλας τας περιοχάς, συμφώνως προς τας αποφάσεις του αρμοδίου υπουργείου. Κατά τας πληροφορίας μας, αι σχετικαί ενέργειαι θα ολοκληρωθούν εντός των προσεχών ημερών, εφ' όσον δεν μεσολαβήσουν απρόοπτα. Η επιτροπή συνεδρίασε χθες και ενέκρινε τα σχετικά μέτρα, τα οποία θα τεθούν εις εφαρμογήν αμέσως. [304,652,479,697]
article-headline: ΟΥΡΟΛΟΓΙΚΟΝ ΤΜΗΜΑ ΠΡΟΣΘΗΚΗ ΕΙΣ ΤΟ ΙΠΠΟΚΡΑΤΕΙΟΝ [206,773,296,798]
article-headline: ΥΠΕΓΡΑΦΗ Η ΔΙΑΚΗΡΥΞΙΣ ΤΟΥ ΔΙΑΓΩΝΙΣΜΟΥ ΔΙΑ ΤΗΝ ΕΓΚΑΤΑΣΤΑΣΙΝ ΕΛΑΙΟΔΕΞΑΜΕΝΩΝ [14,239,198,290]
article-headline: ΚΑΤΑΡΓΗΣΙΝ ΥΠΟΧΡΕΩΤΙΚΗΣ ΚΡΕΟΣΚΟΠΙΑΣ ΖΗΤΟΥΝ ΟΙ ΖΩΕΜΠΟΡΟΙ ΠΕΡΙΟΧΗΣ ΑΘΗΝΩΝ [609,1189,812,1228]
article-body [487,1621,600,1692]
article-subheadline: ΔΙΕΓΡΑΦΗΣΑΝ ΕΝΝΕΑ ΜΟΝΟΝ ΥΠΟΨΗΦΙΟΙ [638,75,782,82]
article-paragraph: Αθήναι, 9. — Αι αρμόδιαι υπηρεσίαι ανεκοίνωσαν ότι αι εργασίαι συνεχίζονται κανονικώς εις όλας τας περιοχάς, συμφώνως προς τας αποφάσεις του αρμοδίου υπουργείου. Κατά τας πληροφορίας μας, αι σχετικαί ενέργειαι θα ολοκληρωθούν εντός των προσεχών ημερών, εφ' όσον δεν μεσολαβήσουν απρόοπτα. Η επιτροπή συνεδρίασε χθες και ενέκρινε τα σχετικά μέτρα, τα οποία θα τεθούν εις εφαρμογήν αμέσως. [206,2377,296,2467]
article [609,823,812,1008]
article-paragraph: Αθήναι, 9. — Αι αρμόδιαι υπηρεσίαι ανεκοίνωσαν ότι αι εργασίαι συνεχίζονται κανονικώς εις όλας τας περιοχάς, συμφώνως προς τας αποφάσεις του αρμοδίου υπουργείου. Κατά τας πληροφορίας μας, αι σχετικαί ενέργειαι θα ολοκληρωθούν εντός των προσεχών ημερών, εφ' όσον δεν μεσολαβήσουν απρόοπτα. Η επιτροπή συνεδρίασε χθες και ενέκρινε τα σχετικά μέτρα, τα οποία θα τεθούν εις εφαρμογήν αμέσως. [206,891,296,981]
article-paragraph: Αθήναι, 9. — Αι αρμόδιαι υπηρεσίαι ανεκοίνωσαν ότι αι εργασίαι συνεχίζονται κανονικώς εις όλας τας περιοχάς, συμφώνως προς τας αποφάσεις του αρμοδίου υπουργείου. Κατά τας πληροφορίας μας, αι σχετικαί ενέργειαι θα ολοκληρωθούν εντός των προσεχών ημερών, εφ' όσον δεν μεσολαβήσουν απρόοπτα. Η επιτροπή συνεδρίασε χθες και ενέκρινε τα σχετικά μέτρα, τα οποία θα τεθούν εις εφαρμογήν αμέσως. [304,1114,479,1160]
article [609,1313,812,1446]
column-1 [10,14,202,1561]
article [206,333,296,556]
article-paragraph: Αθήναι, 9. — Αι αρμόδιαι υπηρεσίαι ανεκοίνωσαν ότι αι εργασίαι συνεχίζονται κανονικώς εις όλας τας περιοχάς, συμφώνως προς τας αποφάσεις του αρμοδίου υπουργείου. Κατά τας πληροφορίας μας, αι σχετικαί ενέργειαι θα ολοκληρωθούν εντός των προσεχών ημερών, εφ' όσον δεν μεσολαβήσουν απρόοπτα. Η επιτροπή συνεδρίασε χθες και ενέκρινε τα σχετικά μέτρα, τα οποία θα τεθούν εις εφαρμογήν αμέσως. [609,245,812,283]
article-paragraph: Αθήναι, 9. — Αι αρμόδιαι υπηρεσίαι ανεκοίνωσαν ότι αι εργασίαι συνεχίζονται κανονικώς εις όλας τας περιοχάς, συμφώνως προς τας αποφάσεις του αρμοδίου υπουργείου. Κατά τας πληροφορίας μας, αι σχετικαί ενέργειαι θα ολοκληρωθούν εντός των προσεχών ημερών, εφ' όσον δεν μεσολαβήσουν απρόοπτα. Η επιτροπή συνεδρίασε χθες και ενέκρινε τα σχετικά μέτρα, τα οποία θα τεθούν εις εφαρμογήν αμέσως. [14,1008,198,1046]
article-paragraph: Αθήναι, 9. — Αι αρμόδιαι υπηρεσίαι ανεκοίνωσαν ότι αι εργασίαι συνεχίζονται κανονικώς εις όλας τας περιοχάς, συμφώνως προς τας αποφάσεις του αρμοδίου υπουργείου. Κατά τας πληροφορίας μας, αι σχετικαί ενέργειαι θα ολοκληρωθούν εντός των προσεχών ημερών, εφ' όσον δεν μεσολαβήσουν απρόοπτα. Η επιτροπή συνεδρίασε χθες και ενέκρινε τα σχετικά μέτρα, τα οποία θα τεθούν εις εφαρμογήν αμέσως. [304,168,479,213]
article [609,473,812,642]
article [14,601,198,774]
article-paragraph: Αθήναι, 9. — Αι αρμόδιαι υπηρεσίαι ανεκοίνωσαν ότι αι εργασίαι συνεχίζονται κανονικώς εις όλας τας περιοχάς, συμφώνως προς τας αποφάσεις του αρμοδίου υπουργείου. Κατά τας πληροφορίας μας, αι σχετικαί ενέργειαι θα ολοκληρωθούν εντός των προσεχών ημερών, εφ' όσον δεν μεσολαβήσουν απρόοπτα. Η επιτροπή συνεδρίασε χθες και ενέκρινε τα σχετικά μέτρα, τα οποία θα τεθούν εις εφαρμογήν αμέσως. [304,953,479,998]
article-body [487,1709,600,1780]
article-body [609,700,812,819]
article-headline: ΝΕΑΣ ΠΗΓΕΣ ΕΓΚΑΙΝΙΑΖΕΙ Η «ΠΑΝΑΜΕΡΙΚΑΝ» [487,690,600,708]
article-headline: Ο Κ. ΜΑΝΩΛΟΠΟΥΛΟΣ ΜΕΤΕΒΗ ΕΙΣ ΚΑΒΑΛΑΝ ΠΡΟΣ ΕΞΕΤΑΣΙΝ ΤΩΝ ΘΕΜΑΤΩΝ ΤΗΣ ΠΕΡΙΟΧΗΣ [304,1211,479,1262]
article-headline: ΞΥΛΟΚΟΠΗΘΗ ΔΙΟΤΙ ΕΒΟΗΘΗΣΕ ΤΟΥΡΙΣΤΑΣ [206,1633,296,1650]
article-body [14,75,198,235]
article [304,312,479,559]
article-paragraph: Αθήναι, 9. — Αι αρμόδιαι υπηρεσίαι ανεκοίνωσαν ότι αι εργασίαι συνεχίζονται κανονικώς εις όλας τας περιοχάς, συμφώνως προς τας αποφάσεις του αρμοδίου υπουργείου. Κατά τας πληροφορίας μας, αι σχετικαί ενέργειαι θα ολοκληρωθούν εντός των προσεχών ημερών, εφ' όσον δεν μεσολαβήσουν απρόοπτα. Η επιτροπή συνεδρίασε χθες και ενέκρινε τα σχετικά μέτρα, τα οποία θα τεθούν εις εφαρμογήν αμέσως. [14,115,198,154]
article-body [14,831,198,951]
article-paragraph: Αθήναι, 9. — Αι αρμόδιαι υπηρεσίαι ανεκοίνωσαν ότι αι εργασίαι συνεχίζονται κανονικώς εις όλας τας περιοχάς, συμφώνως προς τας αποφάσεις του αρμοδίου υπουργείου. Κατά τας πληροφορίας μας, αι σχετικαί ενέργειαι θα ολοκληρωθούν εντός των προσεχών ημερών, εφ' όσον δεν μεσολαβήσουν απρόοπτα. Η επιτροπή συνεδρίασε χθες και ενέκρινε τα σχετικά μέτρα, τα οποία θα τεθούν εις εφαρμογήν αμέσως. [206,2163,296,2253]
article-paragraph: Αθήναι, 9. — Αι αρμόδιαι υπηρεσίαι ανεκοίνωσαν ότι αι εργασίαι συνεχίζονται κανονικώς εις όλας τας περιοχάς, συμφώνως προς τας αποφάσεις του αρμοδίου υπουργείου. Κατά τας πληροφορίας μας, αι σχετικαί ενέργειαι θα ολοκληρωθούν εντός των προσεχών ημερών, εφ' όσον δεν μεσολαβήσουν απρόοπτα. Η επιτροπή συνεδρίασε χθες και ενέκρινε τα σχετικά μέτρα, τα οποία θα τεθούν εις εφαρμογήν αμέσως. [206,146,296,236]
article-headline: ΚΑΤΕΔΙΚΑΣΘΗ ΕΙΣ ΟΔΗΓΟΣ ΑΥΤΟΚΙΝΗΤΟΥ ΑΠΟΠΕΙΡΑΘΕΙΣ ΕΞΩ ΤΗΣ ΓΟΥΜΕΝΙΣΣΗΣ ΝΑ ΒΙΑΣΗ ΜΙΑΝ ΕΙΚΟΣΑΕΤΙΔΑ ΕΓΓΑΜΟΝ [609,647,812,698]
article-headline: ΤΕΤΡΑΜΗΝΟΣ ΦΥΛΑΚΙΣΙΣ ΔΙ' ΥΠΕΞΑΙΡΕΣΙΝ [206,2258,296,2283]
article [487,1412,600,1502]
article-paragraph: Αθήναι, 9. — Αι αρμόδιαι υπηρεσίαι ανεκοίνωσαν ότι αι εργασίαι συνεχίζονται κανονικώς εις όλας τας περιοχάς, συμφώνως προς τας αποφάσεις του αρμοδίου υπουργείου. Κατά τας πληροφορίας μας, αι σχετικαί ενέργειαι θα ολοκληρωθούν εντός των προσεχών ημερών, εφ' όσον δεν μεσολαβήσουν απρόοπτα. Η επιτροπή συνεδρίασε χθες και ενέκρινε τα σχετικά μέτρα, τα οποία θα τεθούν εις εφαρμογήν αμέσως. [304,907,479,952]
article-subheadline: ΔΥΟ ΕΦΟΝΕΥΘΗΣΑΝ ΕΙΣ ΠΕΡΙΟΧΗΝ ΑΘΗΝΩΝ [30,66,182,74]
article-paragraph: Αθήναι, 9. — Αι αρμόδιαι υπηρεσίαι ανεκοίνωσαν ότι αι εργασίαι συνεχίζονται κανονικώς εις όλας τας περιοχάς, συμφώνως προς τας αποφάσεις του αρμοδίου υπουργείου. Κατά τας πληροφορίας μας, αι σχετικαί ενέργειαι θα ολοκληρωθούν εντός των προσεχών ημερών, εφ' όσον δεν μεσολαβήσουν απρόοπτα. Η επιτροπή συνεδρίασε χθες και ενέκρινε τα σχετικά μέτρα, τα οποία θα τεθούν εις εφαρμογήν αμέσως. [14,1482,198,1521]
article-headline: ΕΜΗΝΥΣΕΝ ΕΠΙ ΜΟΙΧΕΙΑ ΤΗΝ ΣΥΖΥΓΟΝ ΤΟΥ [206,2052,296,2070]
article [487,1222,600,1312]
article-headline: ΠΑΡΕΛΗΦΘΗ ΥΠΟ ΤΗΣ ΣΥΝΟΔΟΥ Ο ΠΙΝΑΞ ΤΩΝ ΕΚΛΟΓΙΜΩΝ ΔΙΑ ΤΗΝ ΑΡΧΙΕΡΑΤΕΙΑΝ [611,37,809,74]
article-headline: ΖΗΤΕΙ ΤΗΝ ΔΙΕΥΘΥΝΣΙΝ ΠΡΩΗΝ ΜΕΤΑΝΑΣΤΟΥ [487,1316,600,1334]
article [487,1127,600,1217]
article-body [487,1052,600,1123]
article-body [304,1068,479,1207]
article [14,1404,198,1562]
article-paragraph: Αθήναι, 9. — Αι αρμόδιαι υπηρεσίαι ανεκοίνωσαν ότι αι εργασίαι συνεχίζονται κανονικώς εις όλας τας περιοχάς, συμφώνως προς τας αποφάσεις του αρμοδίου υπουργείου. Κατά τας πληροφορίας μας, αι σχετικαί ενέργειαι θα ολοκληρωθούν εντός των προσεχών ημερών, εφ' όσον δεν μεσολαβήσουν απρόοπτα. Η επιτροπή συνεδρίασε χθες και ενέκρινε τα σχετικά μέτρα, τα οποία θα τεθούν εις εφαρμογήν αμέσως. [304,1311,479,1355]
article-body [609,350,812,469]
article [206,2471,296,2576]
article-body [304,75,479,308]
article-headline: ΑΝΕΒΛΗΘΗ ΔΙ' ΑΥΡΙΟΝ Η ΣΥΣΚΕΨΙΣ ΕΙΣ ΤΟ ΠΕΝΤΑΓΩΝΟΝ [499,17,589,39]
article [206,1419,296,1629]
article-body [206,1233,296,1416]
article [609,287,812,469]
article-paragraph: Αθήναι, 9. — Αι αρμόδιαι υπηρεσίαι ανεκοίνωσαν ότι αι εργασίαι συνεχίζονται κανονικώς εις όλας τας περιοχάς, συμφώνως προς τας αποφάσεις του αρμοδίου υπουργείου. Κατά τας πληροφορίας μας, αι σχετικαί ενέργειαι θα ολοκληρωθούν εντός των προσεχών ημερών, εφ' όσον δεν μεσολαβήσουν απρόοπτα. Η επιτροπή συνεδρίασε χθες και ενέκρινε τα σχετικά μέτρα, τα οποία θα τεθούν εις εφαρμογήν αμέσως. [304,420,479,465]
article-paragraph: Αθήναι, 9. — Αι αρμόδιαι υπηρεσίαι ανεκοίνωσαν ότι αι εργασίαι συνεχίζονται κανονικώς εις όλας τας περιοχάς, συμφώνως προς τας αποφάσεις του αρμοδίου υπουργείου. Κατά τας πληροφορίας μας, αι σχετικαί ενέργειαι θα ολοκληρωθούν εντός των προσεχών ημερών, εφ' όσον δεν μεσολαβήσουν απρόοπτα. Η επιτροπή συνεδρίασε χθες και ενέκρινε τα σχετικά μέτρα, τα οποία θα τεθούν εις εφαρμογήν αμέσως. [487,1526,600,1597]
article-headline: Ο Κ. ΜΠΑΚΑΛΑΚΗΣ ΕΤΟΝΙΣΕ ΤΗΝ ΑΝΑΓΚΗΝ ΙΔΡΥΣΕΩΣ ΕΠΙΜΕΛΗΤΗΡΙΟΥ ΔΙΑ ΤΟΝ ΑΠΟΔΗΜΟΝ ΕΛΛΗΝΙΣΜΟΝ [14,601,198,652]
article-paragraph: Αθήναι, 9. — Αι αρμόδιαι υπηρεσίαι ανεκοίνωσαν ότι αι εργασίαι συνεχίζονται κανονικώς εις όλας τας περιοχάς, συμφώνως προς τας αποφάσεις του αρμοδίου υπουργείου. Κατά τας πληροφορίας μας, αι σχετικαί ενέργειαι θα ολοκληρωθούν εντός των προσεχών ημερών, εφ' όσον δεν μεσολαβήσουν απρόοπτα. Η επιτροπή συνεδρίασε χθες και ενέκρινε τα σχετικά μέτρα, τα οποία θα τεθούν εις εφαρμογήν αμέσως. [206,373,296,463]
article-subheadline: ΑΠΟ ΤΗΝ ΚΟΜΟΤΗΝΗΝ [66,1433,146,1441]
article-paragraph: Αθήναι, 9. — Αι αρμόδιαι υπηρεσίαι ανεκοίνωσαν ότι αι εργασίαι συνεχίζονται κανονικώς εις όλας τας περιοχάς, συμφώνως προς τας αποφάσεις του αρμοδίου υπουργείου. Κατά τας πληροφορίας μας, αι σχετικαί ενέργειαι θα ολοκληρωθούν εντός των προσεχών ημερών, εφ' όσον δεν μεσολαβήσουν απρόοπτα. Η επιτροπή συνεδρίασε χθες και ενέκρινε τα σχετικά μέτρα, τα οποία θα τεθούν εις εφαρμογήν αμέσως. [14,911,198,950]
article-body [487,375,600,519]
article-body [304,652,479,791]
article [14,425,198,597]
article-body [304,860,479,999]
article-headline: Ο ΓΕΡΜΑΝΟΣ ΠΡΟΞΕΝΟΣ ΘΑ ΚΑΤΑΘΕΣΗ ΣΤΕΦΑΝΟΝ ΕΙΣ ΤΟ ΗΡΩΟΝ ΤΟΥ Γ.Σ.Σ. [210,17,292,53]
article-paragraph: Αθήναι, 9. — Αι αρμόδιαι υπηρεσίαι ανεκοίνωσαν ότι αι εργασίαι συνεχίζονται κανονικώς εις όλας τας περιοχάς, συμφώνως προς τας αποφάσεις του αρμοδίου υπουργείου. Κατά τας πληροφορίας μας, αι σχετικαί ενέργειαι θα ολοκληρωθούν εντός των προσεχών ημερών, εφ' όσον δεν μεσολαβήσουν απρόοπτα. Η επιτροπή συνεδρίασε χθες και ενέκρινε τα σχετικά μέτρα, τα οποία θα τεθούν εις εφαρμογήν αμέσως. [609,1366,812,1404]
article-headline: ΝΕΑ ΜΑΘΗΜΑΤΑ ΤΟΥ ΕΡΥΘΡΟΥ ΣΤΑΥΡΟΥ [487,1032,600,1049]
article-paragraph: Αθήναι, 9. — Αι αρμόδιαι υπηρεσίαι ανεκοίνωσαν ότι αι εργασίαι συνεχίζονται κανονικώς εις όλας τας περιοχάς, συμφώνως προς τας αποφάσεις του αρμοδίου υπουργείου. Κατά τας πληροφορίας μας, αι σχετικαί ενέργειαι θα ολοκληρωθούν εντός των προσεχών ημερών, εφ' όσον δεν μεσολαβήσουν απρόοπτα. Η επιτροπή συνεδρίασε χθες και ενέκρινε τα σχετικά μέτρα, τα οποία θα τεθούν εις εφαρμογήν αμέσως. [487,782,600,853]
article-paragraph: Αθήναι, 9. — Αι αρμόδιαι υπηρεσίαι ανεκοίνωσαν ότι αι εργασίαι συνεχίζονται κανονικώς εις όλας τας περιοχάς, συμφώνως προς τας αποφάσεις του αρμοδίου υπουργείου. Κατά τας πληροφορίας μας, αι σχετικαί ενέργειαι θα ολοκληρωθούν εντός των προσεχών ημερών, εφ' όσον δεν μεσολαβήσουν απρόοπτα. Η επιτροπή συνεδρίασε χθες και ενέκρινε τα σχετικά μέτρα, τα οποία θα τεθούν εις εφαρμογήν αμέσως. [14,1048,198,1087]
article-body [206,1653,296,1835]
article-paragraph: Αθήναι, 9. — Αι αρμόδιαι υπηρεσίαι ανεκοίνωσαν ότι αι εργασίαι συνεχίζονται κανονικώς εις όλας τας περιοχάς, συμφώνως προς τας αποφάσεις του αρμοδίου υπουργείου. Κατά τας πληροφορίας μας, αι σχετικαί ενέργειαι θα ολοκληρωθούν εντός των προσεχών ημερών, εφ' όσον δεν μεσολαβήσουν απρόοπτα. Η επιτροπή συνεδρίασε χθες και ενέκρινε τα σχετικά μέτρα, τα οποία θα τεθούν εις εφαρμογήν αμέσως. [487,884,600,955]
article-paragraph: Αθήναι, 9. — Αι αρμόδιαι υπηρεσίαι ανεκοίνωσαν ότι αι εργασίαι συνεχίζονται κανονικώς εις όλας τας περιοχάς, συμφώνως προς τας αποφάσεις του αρμοδίου υπουργείου. Κατά τας πληροφορίας μας, αι σχετικαί ενέργειαι θα ολοκληρωθούν εντός των προσεχών ημερών, εφ' όσον δεν μεσολαβήσουν απρόοπτα. Η επιτροπή συνεδρίασε χθες και ενέκρινε τα σχετικά μέτρα, τα οποία θα τεθούν εις εφαρμογήν αμέσως. [14,1442,198,1481]
article-body [609,1366,812,1445]
article-headline: ΡΙΦΘΗΣΑΝ ΑΦΗΡΕΣΑΝ ΣΥΝΑΛΛΑΓΜΑΤΙΚΑΣ 600.000 ΔΡΧ. ΑΠΟ ΤΟ ΧΡΗΜΑΤΟΚΙΒΩΤΙΟΝ ΕΡΓΟΣΤΑΣΙΟΥ ΕΙΣ ΑΘΗΝΑΣ [304,1003,479,1066]
article-body [487,1147,600,1218]
article-paragraph: Αθήναι, 9. — Αι αρμόδιαι υπηρεσίαι ανεκοίνωσαν ότι αι εργασίαι συνεχίζονται κανονικώς εις όλας τας περιοχάς, συμφώνως προς τας αποφάσεις του αρμοδίου υπουργείου. Κατά τας πληροφορίας μας, αι σχετικαί ενέργειαι θα ολοκληρωθούν εντός των προσεχών ημερών, εφ' όσον δεν μεσολαβήσουν απρόοπτα. Η επιτροπή συνεδρίασε χθες και ενέκρινε τα σχετικά μέτρα, τα οποία θα τεθούν εις εφαρμογήν αμέσως. [609,603,812,642]
article [487,523,600,686]
article-headline: ΜΙΚΡΑΙ ΕΙΔΗΣΕΙΣ ΕΞ ΑΘΗΝΩΝ [609,1449,812,1465]
article-body [206,1446,296,1629]
article-paragraph: Αθήναι, 9. — Αι αρμόδιαι υπηρεσίαι ανεκοίνωσαν ότι αι εργασίαι συνεχίζονται κανονικώς εις όλας τας περιοχάς, συμφώνως προς τας αποφάσεις του αρμοδίου υπουργείου. Κατά τας πληροφορίας μας, αι σχετικαί ενέργειαι θα ολοκληρωθούν εντός των προσεχών ημερών, εφ' όσον δεν μεσολαβήσουν απρόοπτα. Η επιτροπή συνεδρίασε χθες και ενέκρινε τα σχετικά μέτρα, τα οποία θα τεθούν εις εφαρμογήν αμέσως. [14,381,198,420]
article-headline: ΠΛΗΡΩΜΗ ΣΥΝΤΑΞΕΩΝ ΥΠΟ ΤΟΥ ΤΕΒΕ [487,1127,600,1144]
page-number-banner: ΣΕΛΙΣ 7 [728,14,812,35]
article-paragraph: Αθήναι, 9. — Αι αρμόδιαι υπηρεσίαι ανεκοίνωσαν ότι αι εργασίαι συνεχίζονται κανονικώς εις όλας τας περιοχάς, συμφώνως προς τας αποφάσεις του αρμοδίου υπουργείου. Κατά τας πληροφορίας μας, αι σχετικαί ενέργειαι θα ολοκληρωθούν εντός των προσεχών ημερών, εφ' όσον δεν μεσολαβήσουν απρόοπτα. Η επιτροπή συνεδρίασε χθες και ενέκρινε τα σχετικά μέτρα, τα οποία θα τεθούν εις εφαρμογήν αμέσως. [206,678,296,768]
article-paragraph: Αθήναι, 9. — Αι αρμόδιαι υπηρεσίαι ανεκοίνωσαν ότι αι εργασίαι συνεχίζονται κανονικώς εις όλας τας περιοχάς, συμφώνως προς τας αποφάσεις του αρμοδίου υπουργείου. Κατά τας πληροφορίας μας, αι σχετικαί ενέργειαι θα ολοκληρωθούν εντός των προσεχών ημερών, εφ' όσον δεν μεσολαβήσουν απρόοπτα. Η επιτροπή συνεδρίασε χθες και ενέκρινε τα σχετικά μέτρα, τα οποία θα τεθούν εις εφαρμογήν αμέσως. [487,1708,600,1779]
article-paragraph: Αθήναι, 9. — Αι αρμόδιαι υπηρεσίαι ανεκοίνωσαν ότι αι εργασίαι συνεχίζονται κανονικώς εις όλας τας περιοχάς, συμφώνως προς τας αποφάσεις του αρμοδίου υπουργείου. Κατά τας πληροφορίας μας, αι σχετικαί ενέργειαι θα ολοκληρωθούν εντός των προσεχών ημερών, εφ' όσον δεν μεσολαβήσουν απρόοπτα. Η επιτροπή συνεδρίασε χθες και ενέκρινε τα σχετικά μέτρα, τα οποία θα τεθούν εις εφαρμογήν αμέσως. [609,523,812,562]
article-paragraph: Αθήναι, 9. — Αι αρμόδιαι υπηρεσίαι ανεκοίνωσαν ότι αι εργασίαι συνεχίζονται κανονικώς εις όλας τας περιοχάς, συμφώνως προς τας αποφάσεις του αρμοδίου υπουργείου. Κατά τας πληροφορίας μας, αι σχετικαί ενέργειαι θα ολοκληρωθούν εντός των προσεχών ημερών, εφ' όσον δεν μεσολαβήσουν απρόοπτα. Η επιτροπή συνεδρίασε χθες και ενέκρινε τα σχετικά μέτρα, τα οποία θα τεθούν εις εφαρμογήν αμέσως. [609,1065,812,1103]
column-4 [483,14,605,1779]
article-paragraph: Αθήναι, 9. — Αι αρμόδιαι υπηρεσίαι ανεκοίνωσαν ότι αι εργασίαι συνεχίζονται κανονικώς εις όλας τας περιοχάς, συμφώνως προς τας αποφάσεις του αρμοδίου υπουργείου. Κατά τας πληροφορίας μας, αι σχετικαί ενέργειαι θα ολοκληρωθούν εντός των προσεχών ημερών, εφ' όσον δεν μεσολαβήσουν απρόοπτα. Η επιτροπή συνεδρίασε χθες και ενέκρινε τα σχετικά μέτρα, τα οποία θα τεθούν εις εφαρμογήν αμέσως. [14,156,198,194]
article-paragraph: Αθήναι, 9. — Αι αρμόδιαι υπηρεσίαι ανεκοίνωσαν ότι αι εργασίαι συνεχίζονται κανονικώς εις όλας τας περιοχάς, συμφώνως προς τας αποφάσεις του αρμοδίου υπουργείου. Κατά τας πληροφορίας μας, αι σχετικαί ενέργειαι θα ολοκληρωθούν εντός των προσεχών ημερών, εφ' όσον δεν μεσολαβήσουν απρόοπτα. Η επιτροπή συνεδρίασε χθες και ενέκρινε τα σχετικά μέτρα, τα οποία θα τεθούν εις εφαρμογήν αμέσως. [14,518,198,556]
article-body [487,208,600,351]
article-paragraph: Αθήναι, 9. — Αι αρμόδιαι υπηρεσίαι ανεκοίνωσαν ότι αι εργασίαι συνεχίζονται κανονικώς εις όλας τας περιοχάς, συμφώνως προς τας αποφάσεις του αρμοδίου υπουργείου. Κατά τας πληροφορίας μας, αι σχετικαί ενέργειαι θα ολοκληρωθούν εντός των προσεχών ημερών, εφ' όσον δεν μεσολαβήσουν απρόοπτα. Η επιτροπή συνεδρίασε χθες και ενέκρινε τα σχετικά μέτρα, τα οποία θα τεθούν εις εφαρμογήν αμέσως. [609,888,812,927]
article-body [487,1526,600,1597]
article-paragraph: Αθήναι, 9. — Αι αρμόδιαι υπηρεσίαι ανεκοίνωσαν ότι αι εργασίαι συνεχίζονται κανονικώς εις όλας τας περιοχάς, συμφώνως προς τας αποφάσεις του αρμοδίου υπουργείου. Κατά τας πληροφορίας μας, αι σχετικαί ενέργειαι θα ολοκληρωθούν εντός των προσεχών ημερών, εφ' όσον δεν μεσολαβήσουν απρόοπτα. Η επιτροπή συνεδρίασε χθες και ενέκρινε τα σχετικά μέτρα, τα οποία θα τεθούν εις εφαρμογήν αμέσως. [487,1241,600,1312]
article-body [206,2285,296,2467]
article-paragraph: Αθήναι, 9. — Αι αρμόδιαι υπηρεσίαι ανεκοίνωσαν ότι αι εργασίαι συνεχίζονται κανονικώς εις όλας τας περιοχάς, συμφώνως προς τας αποφάσεις του αρμοδίου υπουργείου. Κατά τας πληροφορίας μας, αι σχετικαί ενέργειαι θα ολοκληρωθούν εντός των προσεχών ημερών, εφ' όσον δεν μεσολαβήσουν απρόοπτα. Η επιτροπή συνεδρίασε χθες και ενέκρινε τα σχετικά μέτρα, τα οποία θα τεθούν εις εφαρμογήν αμέσως. [487,207,600,278]
article-headline: ΕΡΓΟΝΟΜΟΘΗΚΗ ΥΠΟ ΠΥΓΜΑΧΟΥ [487,1412,600,1429]
article-paragraph: Αθήναι, 9. — Αι αρμόδιαι υπηρεσίαι ανεκοίνωσαν ότι αι εργασίαι συνεχίζονται κανονικώς εις όλας τας περιοχάς, συμφώνως προς τας αποφάσεις του αρμοδίου υπουργείου. Κατά τας πληροφορίας μας, αι σχετικαί ενέργειαι θα ολοκληρωθούν εντός των προσεχών ημερών, εφ' όσον δεν μεσολαβήσουν απρόοπτα. Η επιτροπή συνεδρίασε χθες και ενέκρινε τα σχετικά μέτρα, τα οποία θα τεθούν εις εφαρμογήν αμέσως. [304,860,479,905]
article-paragraph: Αθήναι, 9. — Αι αρμόδιαι υπηρεσίαι ανεκοίνωσαν ότι αι εργασίαι συνεχίζονται κανονικώς εις όλας τας περιοχάς, συμφώνως προς τας αποφάσεις του αρμοδίου υπουργείου. Κατά τας πληροφορίας μας, αι σχετικαί ενέργειαι θα ολοκληρωθούν εντός των προσεχών ημερών, εφ' όσον δεν μεσολαβήσουν απρόοπτα. Η επιτροπή συνεδρίασε χθες και ενέκρινε τα σχετικά μέτρα, τα οποία θα τεθούν εις εφαρμογήν αμέσως. [304,514,479,558]
article-paragraph: Αθήναι, 9. — Αι αρμόδιαι υπηρεσίαι ανεκοίνωσαν ότι αι εργασίαι συνεχίζονται κανονικώς εις όλας τας περιοχάς, συμφώνως προς τας αποφάσεις του αρμοδίου υπουργείου. Κατά τας πληροφορίας μας, αι σχετικαί ενέργειαι θα ολοκληρωθούν εντός των προσεχών ημερών, εφ' όσον δεν μεσολαβήσουν απρόοπτα. Η επιτροπή συνεδρίασε χθες και ενέκρινε τα σχετικά μέτρα, τα οποία θα τεθούν εις εφαρμογήν αμέσως. [609,1467,812,1505]
article-body [487,543,600,686]
article-paragraph: Αθήναι, 9. — Αι αρμόδιαι υπηρεσίαι ανεκοίνωσαν ότι αι εργασίαι συνεχίζονται κανονικώς εις όλας τας περιοχάς, συμφώνως προς τας αποφάσεις του αρμοδίου υπουργείου. Κατά τας πληροφορίας μας, αι σχετικαί ενέργειαι θα ολοκληρωθούν εντός των προσεχών ημερών, εφ' όσον δεν μεσολαβήσουν απρόοπτα. Η επιτροπή συνεδρίασε χθες και ενέκρινε τα σχετικά μέτρα, τα οποία θα τεθούν εις εφαρμογήν αμέσως. [14,75,198,114]
article-headline: ΟΙ ΥΠΟΨΗΦΙΟΙ ΑΚΑΔΗΜΑΪΚΟΥ ΑΠΟΛΥΤΗΡΙΟΥ [487,188,600,206]
article-body [206,2072,296,2254]
article-paragraph: Αθήναι, 9. — Αι αρμόδιαι υπηρεσίαι ανεκοίνωσαν ότι αι εργασίαι συνεχίζονται κανονικώς εις όλας τας περιοχάς, συμφώνως προς τας αποφάσεις του αρμοδίου υπουργείου. Κατά τας πληροφορίας μας, αι σχετικαί ενέργειαι θα ολοκληρωθούν εντός των προσεχών ημερών, εφ' όσον δεν μεσολαβήσουν απρόοπτα. Η επιτροπή συνεδρίασε χθες και ενέκρινε τα σχετικά μέτρα, τα οποία θα τεθούν εις εφαρμογήν αμέσως. [206,800,296,890]
article-paragraph: Αθήναι, 9. — Αι αρμόδιαι υπηρεσίαι ανεκοίνωσαν ότι αι εργασίαι συνεχίζονται κανονικώς εις όλας τας περιοχάς, συμφώνως προς τας αποφάσεις του αρμοδίου υπουργείου. Κατά τας πληροφορίας μας, αι σχετικαί ενέργειαι θα ολοκληρωθούν εντός των προσεχών ημερών, εφ' όσον δεν μεσολαβήσουν απρόοπτα. Η επιτροπή συνεδρίασε χθες και ενέκρινε τα σχετικά μέτρα, τα οποία θα τεθούν εις εφαρμογήν αμέσως. [304,1577,479,1621]
article-headline: ΝΕΟΣ ΕΠΙΤΕΛΑΡΧΗΣ ΕΙΣ ΤΟ Γ' ΣΤΡΑΤΟΥ [487,1506,600,1524]
article [304,1407,479,1622]
article-paragraph: Αθήναι, 9. — Αι αρμόδιαι υπηρεσίαι ανεκοίνωσαν ότι αι εργασίαι συνεχίζονται κανονικώς εις όλας τας περιοχάς, συμφώνως προς τας αποφάσεις του αρμοδίου υπουργείου. Κατά τας πληροφορίας μας, αι σχετικαί ενέργειαι θα ολοκληρωθούν εντός των προσεχών ημερών, εφ' όσον δεν μεσολαβήσουν απρόοπτα. Η επιτροπή συνεδρίασε χθες και ενέκρινε τα σχετικά μέτρα, τα οποία θα τεθούν εις εφαρμογήν αμέσως. [206,238,296,328]
article-headline: ΥΠΟΣΧΕΘΕΙΣ ΓΑΜΟΝ ΚΑΙ «ΜΕΓΑΛΗΝ ΖΩΗΝ» ΕΞΕΜΕΤΑΛΛΕΥΕΤΟ ΝΕΑΝ ΕΠΙ ΜΙΑΝ ΤΕΤΡΑΕΤΙΑΝ [609,1313,812,1364]
article-headline: ΕΠΤΑΜΗΝΟΣ ΦΥΛΑΚΙΣΙΣ ΔΙ' ΥΠΕΞΑΙΡΕΣΙΝ 140.000 ΔΡΑΧΜΩΝ [487,857,600,882]
article-paragraph: Αθήναι, 9. — Αι αρμόδιαι υπηρεσίαι ανεκοίνωσαν ότι αι εργασίαι συνεχίζονται κανονικώς εις όλας τας περιοχάς, συμφώνως προς τας αποφάσεις του αρμοδίου υπουργείου. Κατά τας πληροφορίας μας, αι σχετικαί ενέργειαι θα ολοκληρωθούν εντός των προσεχών ημερών, εφ' όσον δεν μεσολαβήσουν απρόοπτα. Η επιτροπή συνεδρίασε χθες και ενέκρινε τα σχετικά μέτρα, τα οποία θα τεθούν εις εφαρμογήν αμέσως. [206,54,296,144]
article [487,690,600,854]
article-paragraph: Αθήναι, 9. — Αι αρμόδιαι υπηρεσίαι ανεκοίνωσαν ότι αι εργασίαι συνεχίζονται κανονικώς εις όλας τας περιοχάς, συμφώνως προς τας αποφάσεις του αρμοδίου υπουργείου. Κατά τας πληροφορίας μας, αι σχετικαί ενέργειαι θα ολοκληρωθούν εντός των προσεχών ημερών, εφ' όσον δεν μεσολαβήσουν απρόοπτα. Η επιτροπή συνεδρίασε χθες και ενέκρινε τα σχετικά μέτρα, τα οποία θα τεθούν εις εφαρμογήν αμέσως. [206,1957,296,2047]
article [609,1012,812,1184]
article-paragraph: Αθήναι, 9. — Αι αρμόδιαι υπηρεσίαι ανεκοίνωσαν ότι αι εργασίαι συνεχίζονται κανονικώς εις όλας τας περιοχάς, συμφώνως προς τας αποφάσεις του αρμοδίου υπουργείου. Κατά τας πληροφορίας μας, αι σχετικαί ενέργειαι θα ολοκληρωθούν εντός των προσεχών ημερών, εφ' όσον δεν μεσολαβήσουν απρόοπτα. Η επιτροπή συνεδρίασε χθες και ενέκρινε τα σχετικά μέτρα, τα οποία θα τεθούν εις εφαρμογήν αμέσως. [609,389,812,428]
article [304,563,479,791]
article-paragraph: Αθήναι, 9. — Αι αρμόδιαι υπηρεσίαι ανεκοίνωσαν ότι αι εργασίαι συνεχίζονται κανονικώς εις όλας τας περιοχάς, συμφώνως προς τας αποφάσεις του αρμοδίου υπουργείου. Κατά τας πληροφορίας μας, αι σχετικαί ενέργειαι θα ολοκληρωθούν εντός των προσεχών ημερών, εφ' όσον δεν μεσολαβήσουν απρόοπτα. Η επιτροπή συνεδρίασε χθες και ενέκρινε τα σχετικά μέτρα, τα οποία θα τεθούν εις εφαρμογήν αμέσως. [609,83,812,122]
article-headline: ΚΑΤΑΔΙΚΗ ΔΙΑ ΚΛΟΠΑΣ [487,1696,600,1707]
article-paragraph: Αθήναι, 9. — Αι αρμόδιαι υπηρεσίαι ανεκοίνωσαν ότι αι εργασίαι συνεχίζονται κανονικώς εις όλας τας περιοχάς, συμφώνως προς τας αποφάσεις του αρμοδίου υπουργείου. Κατά τας πληροφορίας μας, αι σχετικαί ενέργειαι θα ολοκληρωθούν εντός των προσεχών ημερών, εφ' όσον δεν μεσολαβήσουν απρόοπτα. Η επιτροπή συνεδρίασε χθες και ενέκρινε τα σχετικά μέτρα, τα οποία θα τεθούν εις εφαρμογήν αμέσως. [206,1744,296,1834]
article-headline: ΜΕ ΤΗΝ ΕΞΕΤΑΣΙΝ ΜΑΡΤΥΡΩΝ ΚΑΤΗΓΟΡΙΑΣ ΣΥΝΕΧΙΣΘΗ ΔΙΑ ΔΕΚΑΤΗΝ ΗΜΕΡΑΝ Η ΔΙΚΗ ΤΩΝ ΕΞ ΚΑΤΟΙΚΩΝ ΤΗΣ ΚΑΙΣΑΡΙΑΣ [609,1012,812,1063]
article-paragraph: Αθήναι, 9. — Αι αρμόδιαι υπηρεσίαι ανεκοίνωσαν ότι αι εργασίαι συνεχίζονται κανονικώς εις όλας τας περιοχάς, συμφώνως προς τας αποφάσεις του αρμοδίου υπουργείου. Κατά τας πληροφορίας μας, αι σχετικαί ενέργειαι θα ολοκληρωθούν εντός των προσεχών ημερών, εφ' όσον δεν μεσολαβήσουν απρόοπτα. Η επιτροπή συνεδρίασε χθες και ενέκρινε τα σχετικά μέτρα, τα οποία θα τεθούν εις εφαρμογήν αμέσως. [304,374,479,418]
article-paragraph: Αθήναι, 9. — Αι αρμόδιαι υπηρεσίαι ανεκοίνωσαν ότι αι εργασίαι συνεχίζονται κανονικώς εις όλας τας περιοχάς, συμφώνως προς τας αποφάσεις του αρμοδίου υπουργείου. Κατά τας πληροφορίας μας, αι σχετικαί ενέργειαι θα ολοκληρωθούν εντός των προσεχών ημερών, εφ' όσον δεν μεσολαβήσουν απρόοπτα. Η επιτροπή συνεδρίασε χθες και ενέκρινε τα σχετικά μέτρα, τα οποία θα τεθούν εις εφαρμογήν αμέσως. [14,301,198,340]
article-paragraph: Αθήναι, 9. — Αι αρμόδιαι υπηρεσίαι ανεκοίνωσαν ότι αι εργασίαι συνεχίζονται κανονικώς εις όλας τας περιοχάς, συμφώνως προς τας αποφάσεις του αρμοδίου υπουργείου. Κατά τας πληροφορίας μας, αι σχετικαί ενέργειαι θα ολοκληρωθούν εντός των προσεχών ημερών, εφ' όσον δεν μεσολαβήσουν απρόοπτα. Η επιτροπή συνεδρίασε χθες και ενέκρινε τα σχετικά μέτρα, τα οποία θα τεθούν εις εφαρμογήν αμέσως. [609,1406,812,1445]
article-paragraph: Αθήναι, 9. — Αι αρμόδιαι υπηρεσίαι ανεκοίνωσαν ότι αι εργασίαι συνεχίζονται κανονικώς εις όλας τας περιοχάς, συμφώνως προς τας αποφάσεις του αρμοδίου υπουργείου. Κατά τας πληροφορίας μας, αι σχετικαί ενέργειαι θα ολοκληρωθούν εντός των προσεχών ημερών, εφ' όσον δεν μεσολαβήσουν απρόοπτα. Η επιτροπή συνεδρίασε χθες και ενέκρινε τα σχετικά μέτρα, τα οποία θα τεθούν εις εφαρμογήν αμέσως. [206,1652,296,1742]
article-headline: 321 ΔΡΑΧΜ. Η ΧΡΥΣΗ ΛΙΡΑ ΕΙΣ ΤΗΝ ΘΕΣΣΑΛΟΝΙΚΗΝ ΚΑΙ 318,30 ΔΡΧ. ΕΙΣ ΑΘΗΝΑΣ [206,333,296,371]
article-headline: ΕΝΝΕΑ ΤΡΑΥΜΑΤΙΑΙ ΤΡΟΧΑΙΩΝ ΑΤΥΧΗΜΑΤΩΝ ΕΙΣ ΤΗΝ ΘΕΣΣΑΛΟΝΙΚΗΝ ΚΑΙ ΒΟΡ. ΕΛΛΑΔΑ [14,17,198,66]
article-paragraph: Αθήναι, 9. — Αι αρμόδιαι υπηρεσίαι ανεκοίνωσαν ότι αι εργασίαι συνεχίζονται κανονικώς εις όλας τας περιοχάς, συμφώνως προς τας αποφάσεις του αρμοδίου υπουργείου. Κατά τας πληροφορίας μας, αι σχετικαί ενέργειαι θα ολοκληρωθούν εντός των προσεχών ημερών, εφ' όσον δεν μεσολαβήσουν απρόοπτα. Η επιτροπή συνεδρίασε χθες και ενέκρινε τα σχετικά μέτρα, τα οποία θα τεθούν εις εφαρμογήν αμέσως. [304,262,479,307]
article-paragraph: Αθήναι, 9. — Αι αρμόδιαι υπηρεσίαι ανεκοίνωσαν ότι αι εργασίαι συνεχίζονται κανονικώς εις όλας τας περιοχάς, συμφώνως προς τας αποφάσεις του αρμοδίου υπουργείου. Κατά τας πληροφορίας μας, αι σχετικαί ενέργειαι θα ολοκληρωθούν εντός των προσεχών ημερών, εφ' όσον δεν μεσολαβήσουν απρόοπτα. Η επιτροπή συνεδρίασε χθες και ενέκρινε τα σχετικά μέτρα, τα οποία θα τεθούν εις εφαρμογήν αμέσως. [206,1538,296,1628]
article-body [609,523,812,642]
article-body [14,1443,198,1562]
article-paragraph: Αθήναι, 9. — Αι αρμόδιαι υπηρεσίαι ανεκοίνωσαν ότι αι εργασίαι συνεχίζονται κανονικώς εις όλας τας περιοχάς, συμφώνως προς τας αποφάσεις του αρμοδίου υπουργείου. Κατά τας πληροφορίας μας, αι σχετικαί ενέργειαι θα ολοκληρωθούν εντός των προσεχών ημερών, εφ' όσον δεν μεσολαβήσουν απρόοπτα. Η επιτροπή συνεδρίασε χθες και ενέκρινε τα σχετικά μέτρα, τα οποία θα τεθούν εις εφαρμογήν αμέσως. [304,467,479,512]
article-headline: Η ΕΙΣΠΡΑΞΙΣ ΤΗΣ ΕΠΙΔΟΤΗΣΕΩΣ ΝΩΠΗΣ ΤΟΜΑΤΑΣ [206,1419,296,1444]
article-body [487,1242,600,1313]
article-subheadline: ΑΠΟ ΕΝΑ ΑΠΕΣΠΑΣΕ ΤΟ ΠΟΣΟΝ 2.000 ΔΡΧ. [637,514,783,522]
article-paragraph: Αθήναι, 9. — Αι αρμόδιαι υπηρεσίαι ανεκοίνωσαν ότι αι εργασίαι συνεχίζονται κανονικώς εις όλας τας περιοχάς, συμφώνως προς τας αποφάσεις του αρμοδίου υπουργείου. Κατά τας πληροφορίας μας, αι σχετικαί ενέργειαι θα ολοκληρωθούν εντός των προσεχών ημερών, εφ' όσον δεν μεσολαβήσουν απρόοπτα. Η επιτροπή συνεδρίασε χθες και ενέκρινε τα σχετικά μέτρα, τα οποία θα τεθούν εις εφαρμογήν αμέσως. [609,563,812,602]
article [487,1506,600,1597]
article [487,355,600,519]
article-paragraph: Αθήναι, 9. — Αι αρμόδιαι υπηρεσίαι ανεκοίνωσαν ότι αι εργασίαι συνεχίζονται κανονικώς εις όλας τας περιοχάς, συμφώνως προς τας αποφάσεις του αρμοδίου υπουργείου. Κατά τας πληροφορίας μας, αι σχετικαί ενέργειαι θα ολοκληρωθούν εντός των προσεχών ημερών, εφ' όσον δεν μεσολαβήσουν απρόοπτα. Η επιτροπή συνεδρίασε χθες και ενέκρινε τα σχετικά μέτρα, τα οποία θα τεθούν εις εφαρμογήν αμέσως. [14,654,198,693]
article-headline: ΚΛΕΙΕΙ ΚΑΙ ΠΑΛΙΝ ΤΟ ΝΥΚΤΕΡΙΝΟΝ ΟΙΚΟΝΟΜΙΚΟΝ ΛΥΚΕΙΟΝ [206,986,296,1011]
article-headline: ΕΞΗΠΑΤΗΣΕ ΚΑΤΟΙΚΟΥΣ ΧΩΡΙΟΥ ΤΗΣ ΔΡΑΜΑΣ ΕΜΦΑΝΙΣΘΕΙΣ ΕΙΣ ΑΥΤΟΥΣ ΩΣ ΕΡΓΟΛΑΒΟΣ [609,473,812,512]
article-headline: ΚΑΤΕΔΙΚΑΣΘΗΣΑΝ ΔΙΑ ΠΕΡΙΫΒΡΙΣΙΝ ΑΡΧΗΣ ΣΤΕΛΕΧΗ ΤΗΣ ΕΔΑ ΚΑΙ ΔΥΟ «ΛΑΜΠΡΑΚΗΔΕΣ» [14,1131,198,1182]
article [304,1003,479,1207]
article-paragraph: Αθήναι, 9. — Αι αρμόδιαι υπηρεσίαι ανεκοίνωσαν ότι αι εργασίαι συνεχίζονται κανονικώς εις όλας τας περιοχάς, συμφώνως προς τας αποφάσεις του αρμοδίου υπουργείου. Κατά τας πληροφορίας μας, αι σχετικαί ενέργειαι θα ολοκληρωθούν εντός των προσεχών ημερών, εφ' όσον δεν μεσολαβήσουν απρόοπτα. Η επιτροπή συνεδρίασε χθες και ενέκρινε τα σχετικά μέτρα, τα οποία θα τεθούν εις εφαρμογήν αμέσως. [14,478,198,516]
article-headline: Ο Α. ΠΑΠΑΝΔΡΕΟΥ ΤΟΝΙΖΕΙ ΟΤΙ Η ΛΙΤΟΤΗΣ ΤΗΣ ΖΩΗΣ ΤΟΥ ΑΠΟΤΕΛΕΙ ΑΠΑΝΤΗΣΙΝ ΕΙΣ ΤΟΥΣ ΑΝΔΡΕΙΣ ΣΥΚΟΦΑΝΤΑΣ [304,795,479,858]
article-paragraph: Αθήναι, 9. — Αι αρμόδιαι υπηρεσίαι ανεκοίνωσαν ότι αι εργασίαι συνεχίζονται κανονικώς εις όλας τας περιοχάς, συμφώνως προς τας αποφάσεις του αρμοδίου υπουργείου. Κατά τας πληροφορίας μας, αι σχετικαί ενέργειαι θα ολοκληρωθούν εντός των προσεχών ημερών, εφ' όσον δεν μεσολαβήσουν απρόοπτα. Η επιτροπή συνεδρίασε χθες και ενέκρινε τα σχετικά μέτρα, τα οποία θα τεθούν εις εφαρμογήν αμέσως. [304,1530,479,1574]
article [609,38,812,283]
article-paragraph: Αθήναι, 9. — Αι αρμόδιαι υπηρεσίαι ανεκοίνωσαν ότι αι εργασίαι συνεχίζονται κανονικώς εις όλας τας περιοχάς, συμφώνως προς τας αποφάσεις του αρμοδίου υπουργείου. Κατά τας πληροφορίας μας, αι σχετικαί ενέργειαι θα ολοκληρωθούν εντός των προσεχών ημερών, εφ' όσον δεν μεσολαβήσουν απρόοπτα. Η επιτροπή συνεδρίασε χθες και ενέκρινε τα σχετικά μέτρα, τα οποία θα τεθούν εις εφαρμογήν αμέσως. [304,1264,479,1309]
article-paragraph: Αθήναι, 9. — Αι αρμόδιαι υπηρεσίαι ανεκοίνωσαν ότι αι εργασίαι συνεχίζονται κανονικώς εις όλας τας περιοχάς, συμφώνως προς τας αποφάσεις του αρμοδίου υπουργείου. Κατά τας πληροφορίας μας, αι σχετικαί ενέργειαι θα ολοκληρωθούν εντός των προσεχών ημερών, εφ' όσον δεν μεσολαβήσουν απρόοπτα. Η επιτροπή συνεδρίασε χθες και ενέκρινε τα σχετικά μέτρα, τα οποία θα τεθούν εις εφαρμογήν αμέσως. [609,1145,812,1184]
article-paragraph: Αθήναι, 9. — Αι αρμόδιαι υπηρεσίαι ανεκοίνωσαν ότι αι εργασίαι συνεχίζονται κανονικώς εις όλας τας περιοχάς, συμφώνως προς τας αποφάσεις του αρμοδίου υπουργείου. Κατά τας πληροφορίας μας, αι σχετικαί ενέργειαι θα ολοκληρωθούν εντός των προσεχών ημερών, εφ' όσον δεν μεσολαβήσουν απρόοπτα. Η επιτροπή συνεδρίασε χθες και ενέκρινε τα σχετικά μέτρα, τα οποία θα τεθούν εις εφαρμογήν αμέσως. [609,1547,812,1586]
article [206,1199,296,1415]
article-paragraph: Αθήναι, 9. — Αι αρμόδιαι υπηρεσίαι ανεκοίνωσαν ότι αι εργασίαι συνεχίζονται κανονικώς εις όλας τας περιοχάς, συμφώνως προς τας αποφάσεις του αρμοδίου υπουργείου. Κατά τας πληροφορίας μας, αι σχετικαί ενέργειαι θα ολοκληρωθούν εντός των προσεχών ημερών, εφ' όσον δεν μεσολαβήσουν απρόοπτα. Η επιτροπή συνεδρίασε χθες και ενέκρινε τα σχετικά μέτρα, τα οποία θα τεθούν εις εφαρμογήν αμέσως. [14,1320,198,1359]
article [14,18,198,235]
article-paragraph: Αθήναι, 9. — Αι αρμόδιαι υπηρεσίαι ανεκοίνωσαν ότι αι εργασίαι συνεχίζονται κανονικώς εις όλας τας περιοχάς, συμφώνως προς τας αποφάσεις του αρμοδίου υπουργείου. Κατά τας πληροφορίας μας, αι σχετικαί ενέργειαι θα ολοκληρωθούν εντός των προσεχών ημερών, εφ' όσον δεν μεσολαβήσουν απρόοπτα. Η επιτροπή συνεδρίασε χθες και ενέκρινε τα σχετικά μέτρα, τα οποία θα τεθούν εις εφαρμογήν αμέσως. [487,709,600,781]
article-body [609,83,812,283]
